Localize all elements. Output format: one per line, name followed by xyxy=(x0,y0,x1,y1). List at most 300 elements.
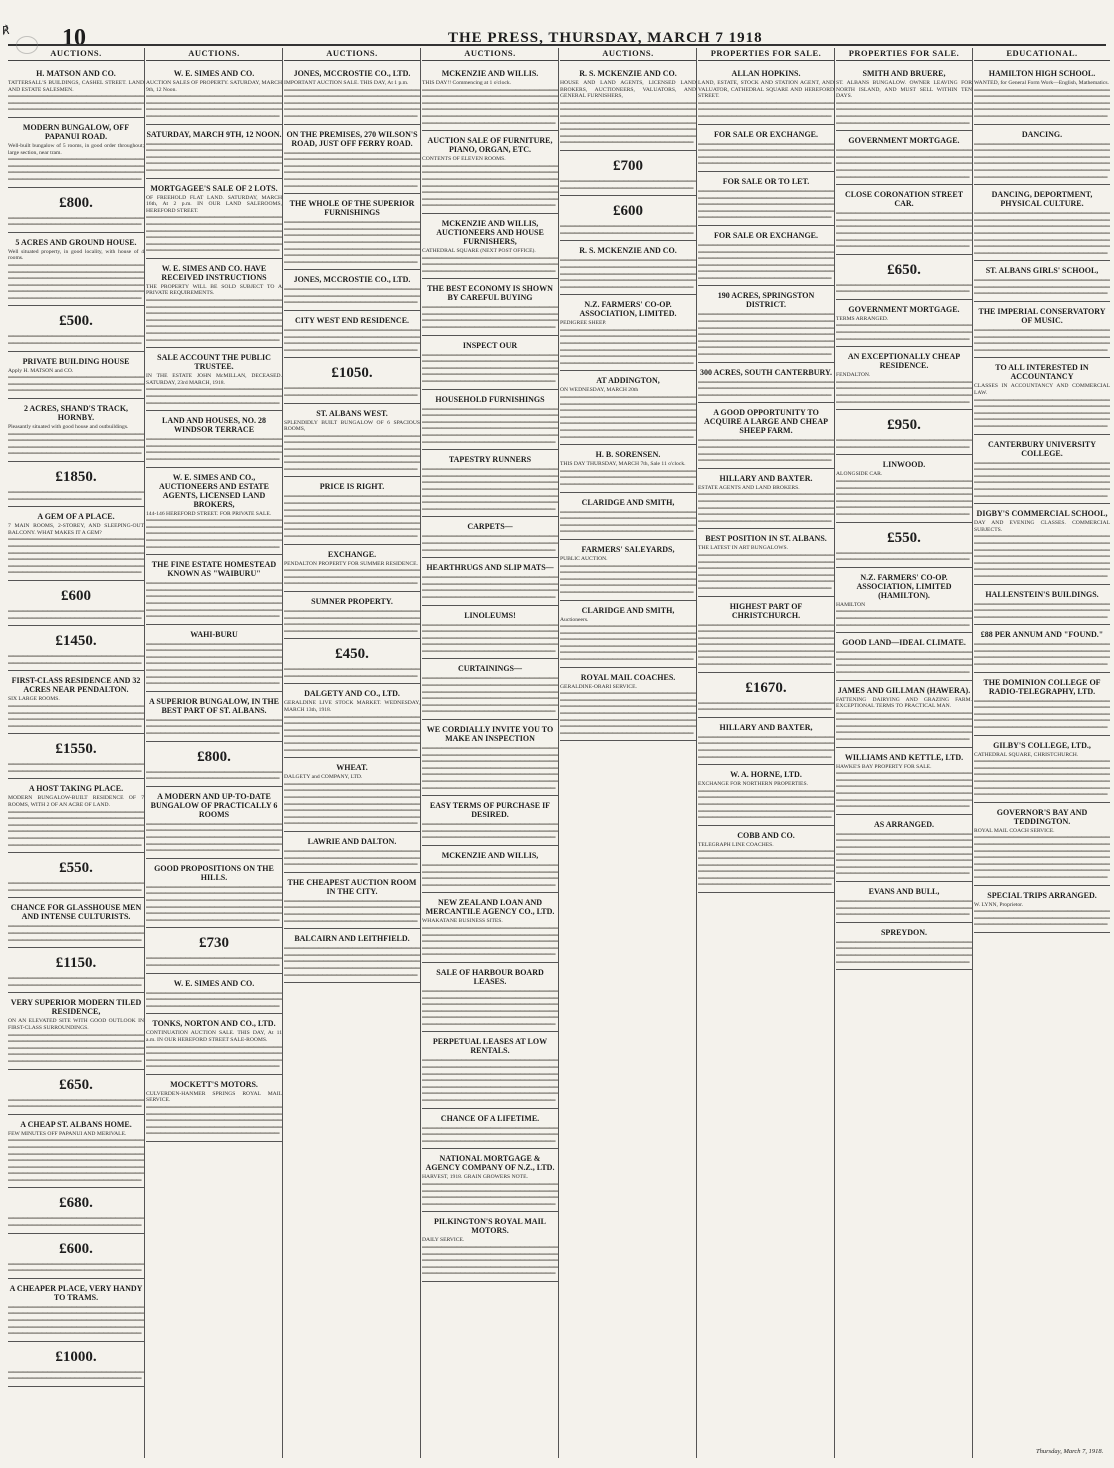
advertisement xyxy=(8,734,144,779)
advertisement xyxy=(698,403,834,468)
ad-title: COBB AND CO. xyxy=(737,830,795,840)
ad-title: SALE ACCOUNT THE PUBLIC TRUSTEE. xyxy=(157,353,271,372)
small-print-block: ▬▬ ▬▬▬ ▬ ▬▬▬▬ ▬▬ ▬▬▬ ▬▬ ▬ ▬▬▬▬▬ ▬▬ ▬▬▬ ▬▬ ▬▬▬ ▬ ▬▬▬▬ ▬▬ ▬▬▬ ▬▬ ▬ ▬▬▬▬▬ ▬▬ ▬▬▬ ▬▬ ▬▬▬ ▬ ▬▬▬▬ ▬▬ ▬▬▬ ▬▬ ▬ ▬▬▬▬▬ ▬▬ ▬▬▬ ▬▬ ▬▬▬ ▬ ▬▬▬▬ ▬▬ ▬▬▬ ▬▬ ▬ ▬▬▬▬▬ ▬▬ ▬▬▬ ▬▬ ▬▬▬ ▬ ▬▬▬▬ ▬▬ ▬▬▬ ▬▬ ▬ ▬▬▬▬▬ ▬▬ ▬▬▬ ▬▬ ▬▬▬ ▬ ▬▬▬▬ ▬▬ ▬▬▬ ▬▬ ▬ ▬▬▬▬▬ ▬▬ ▬▬▬ xyxy=(974,459,1110,499)
small-print-block: ▬▬ ▬▬▬ ▬ ▬▬▬▬ ▬▬ ▬▬▬ ▬▬ ▬ ▬▬▬▬▬ ▬▬ ▬▬▬ ▬▬ ▬▬▬ ▬ ▬▬▬▬ ▬▬ ▬▬▬ ▬▬ ▬ ▬▬▬▬▬ ▬▬ ▬▬▬ ▬▬ ▬▬▬ ▬ ▬▬▬▬ ▬▬ ▬▬▬ ▬▬ ▬ ▬▬▬▬▬ ▬▬ ▬▬▬ ▬▬ ▬▬▬ ▬ ▬▬▬▬ ▬▬ ▬▬▬ ▬▬ ▬ ▬▬▬▬▬ ▬▬ ▬▬▬ ▬▬ ▬▬▬ ▬ ▬▬▬▬ ▬▬ ▬▬▬ ▬▬ ▬ ▬▬▬▬▬ ▬▬ ▬▬▬ ▬▬ ▬▬▬ ▬ ▬▬▬▬ ▬▬ ▬▬▬ ▬▬ ▬ ▬▬▬▬▬ ▬▬ ▬▬▬ ▬▬ ▬▬▬ ▬ ▬▬▬▬ ▬▬ ▬▬▬ ▬▬ ▬ ▬▬▬▬▬ ▬▬ ▬▬▬ xyxy=(560,99,696,146)
advertisement xyxy=(698,673,834,718)
small-print-block: ▬▬ ▬▬▬ ▬ ▬▬▬▬ ▬▬ ▬▬▬ ▬▬ ▬ ▬▬▬▬▬ ▬▬ ▬▬▬ ▬▬ ▬▬▬ ▬ ▬▬▬▬ ▬▬ ▬▬▬ ▬▬ ▬ ▬▬▬▬▬ ▬▬ ▬▬▬ ▬▬ ▬▬▬ ▬ ▬▬▬▬ ▬▬ ▬▬▬ ▬▬ ▬ ▬▬▬▬▬ ▬▬ ▬▬▬ ▬▬ ▬▬▬ ▬ ▬▬▬▬ ▬▬ ▬▬▬ ▬▬ ▬ ▬▬▬▬▬ ▬▬ ▬▬▬ ▬▬ ▬▬▬ ▬ ▬▬▬▬ ▬▬ ▬▬▬ ▬▬ ▬ ▬▬▬▬▬ ▬▬ ▬▬▬ ▬▬ ▬▬▬ ▬ ▬▬▬▬ ▬▬ ▬▬▬ ▬▬ ▬ ▬▬▬▬▬ ▬▬ ▬▬▬ xyxy=(698,241,834,281)
ad-body: CULVERDEN-HANMER SPRINGS ROYAL MAIL SERVICE. xyxy=(146,1090,282,1104)
advertisement xyxy=(974,64,1110,125)
small-print-block: ▬▬ ▬▬▬ ▬ ▬▬▬▬ ▬▬ ▬▬▬ ▬▬ ▬ ▬▬▬▬▬ ▬▬ ▬▬▬ ▬▬ ▬▬▬ ▬ ▬▬▬▬ ▬▬ ▬▬▬ ▬▬ ▬ ▬▬▬▬▬ ▬▬ ▬▬▬ ▬▬ ▬▬▬ ▬ ▬▬▬▬ ▬▬ ▬▬▬ ▬▬ ▬ ▬▬▬▬▬ ▬▬ ▬▬▬ ▬▬ ▬▬▬ ▬ ▬▬▬▬ ▬▬ ▬▬▬ ▬▬ ▬ ▬▬▬▬▬ ▬▬ ▬▬▬ xyxy=(836,378,972,405)
advertisement xyxy=(698,363,834,404)
small-print-block: ▬▬ ▬▬▬ ▬ ▬▬▬▬ ▬▬ ▬▬▬ ▬▬ ▬ ▬▬▬▬▬ ▬▬ ▬▬▬ ▬▬ ▬▬▬ ▬ ▬▬▬▬ ▬▬ ▬▬▬ ▬▬ ▬ ▬▬▬▬▬ ▬▬ ▬▬▬ ▬▬ ▬▬▬ ▬ ▬▬▬▬ ▬▬ ▬▬▬ ▬▬ ▬ ▬▬▬▬▬ ▬▬ ▬▬▬ ▬▬ ▬▬▬ ▬ ▬▬▬▬ ▬▬ ▬▬▬ ▬▬ ▬ ▬▬▬▬▬ ▬▬ ▬▬▬ ▬▬ ▬▬▬ ▬ ▬▬▬▬ ▬▬ ▬▬▬ ▬▬ ▬ ▬▬▬▬▬ ▬▬ ▬▬▬ ▬▬ ▬▬▬ ▬ ▬▬▬▬ ▬▬ ▬▬▬ ▬▬ ▬ ▬▬▬▬▬ ▬▬ ▬▬▬ xyxy=(146,214,282,254)
ad-title: W. A. HORNE, LTD. xyxy=(730,770,802,780)
advertisement xyxy=(146,787,282,859)
ad-body: Pleasantly situated with good house and outbuildings. xyxy=(8,424,129,431)
small-print-block: ▬▬ ▬▬▬ ▬ ▬▬▬▬ ▬▬ ▬▬▬ ▬▬ ▬ ▬▬▬▬▬ ▬▬ ▬▬▬ ▬▬ ▬▬▬ ▬ ▬▬▬▬ ▬▬ ▬▬▬ ▬▬ ▬ ▬▬▬▬▬ ▬▬ ▬▬▬ ▬▬ ▬▬▬ ▬ ▬▬▬▬ ▬▬ ▬▬▬ ▬▬ ▬ ▬▬▬▬▬ ▬▬ ▬▬▬ ▬▬ ▬▬▬ ▬ ▬▬▬▬ ▬▬ ▬▬▬ ▬▬ ▬ ▬▬▬▬▬ ▬▬ ▬▬▬ xyxy=(422,861,558,888)
ad-body: TERMS ARRANGED. xyxy=(836,315,889,322)
masthead xyxy=(0,0,1114,51)
small-print-block: ▬▬ ▬▬▬ ▬ ▬▬▬▬ ▬▬ ▬▬▬ ▬▬ ▬ ▬▬▬▬▬ ▬▬ ▬▬▬ ▬▬ ▬▬▬ ▬ ▬▬▬▬ ▬▬ ▬▬▬ ▬▬ ▬ ▬▬▬▬▬ ▬▬ ▬▬▬ ▬▬ ▬▬▬ ▬ ▬▬▬▬ ▬▬ ▬▬▬ ▬▬ ▬ ▬▬▬▬▬ ▬▬ ▬▬▬ ▬▬ ▬▬▬ ▬ ▬▬▬▬ ▬▬ ▬▬▬ ▬▬ ▬ ▬▬▬▬▬ ▬▬ ▬▬▬ ▬▬ ▬▬▬ ▬ ▬▬▬▬ ▬▬ ▬▬▬ ▬▬ ▬ ▬▬▬▬▬ ▬▬ ▬▬▬ xyxy=(974,86,1110,119)
small-print-block: ▬▬ ▬▬▬ ▬ ▬▬▬▬ ▬▬ ▬▬▬ ▬▬ ▬ ▬▬▬▬▬ ▬▬ ▬▬▬ ▬▬ ▬▬▬ ▬ ▬▬▬▬ ▬▬ ▬▬▬ ▬▬ ▬ ▬▬▬▬▬ ▬▬ ▬▬▬ ▬▬ ▬▬▬ ▬ ▬▬▬▬ ▬▬ ▬▬▬ ▬▬ ▬ ▬▬▬▬▬ ▬▬ ▬▬▬ ▬▬ ▬▬▬ ▬ ▬▬▬▬ ▬▬ ▬▬▬ ▬▬ ▬ ▬▬▬▬▬ ▬▬ ▬▬▬ xyxy=(836,649,972,675)
small-print-block: ▬▬ ▬▬▬ ▬ ▬▬▬▬ ▬▬ ▬▬▬ ▬▬ ▬ ▬▬▬▬▬ ▬▬ ▬▬▬ ▬▬ ▬▬▬ ▬ ▬▬▬▬ ▬▬ ▬▬▬ ▬▬ ▬ ▬▬▬▬▬ ▬▬ ▬▬▬ ▬▬ ▬▬▬ ▬ ▬▬▬▬ ▬▬ ▬▬▬ ▬▬ ▬ ▬▬▬▬▬ ▬▬ ▬▬▬ xyxy=(284,847,420,868)
advertisement xyxy=(8,399,144,462)
small-print-block: ▬▬ ▬▬▬ ▬ ▬▬▬▬ ▬▬ ▬▬▬ ▬▬ ▬ ▬▬▬▬▬ ▬▬ ▬▬▬ ▬▬ ▬▬▬ ▬ ▬▬▬▬ ▬▬ ▬▬▬ ▬▬ ▬ ▬▬▬▬▬ ▬▬ ▬▬▬ ▬▬ ▬▬▬ ▬ ▬▬▬▬ ▬▬ ▬▬▬ ▬▬ ▬ ▬▬▬▬▬ ▬▬ ▬▬▬ ▬▬ ▬▬▬ ▬ ▬▬▬▬ ▬▬ ▬▬▬ ▬▬ ▬ ▬▬▬▬▬ ▬▬ ▬▬▬ ▬▬ ▬▬▬ ▬ ▬▬▬▬ ▬▬ ▬▬▬ ▬▬ ▬ ▬▬▬▬▬ ▬▬ ▬▬▬ ▬▬ ▬▬▬ ▬ ▬▬▬▬ ▬▬ ▬▬▬ ▬▬ ▬ ▬▬▬▬▬ ▬▬ ▬▬▬ ▬▬ ▬▬▬ ▬ ▬▬▬▬ ▬▬ ▬▬▬ ▬▬ ▬ ▬▬▬▬▬ ▬▬ ▬▬▬ xyxy=(974,210,1110,256)
small-print-block: ▬▬ ▬▬▬ ▬ ▬▬▬▬ ▬▬ ▬▬▬ ▬▬ ▬ ▬▬▬▬▬ ▬▬ ▬▬▬ ▬▬ ▬▬▬ ▬ ▬▬▬▬ ▬▬ ▬▬▬ ▬▬ ▬ ▬▬▬▬▬ ▬▬ ▬▬▬ ▬▬ ▬▬▬ ▬ ▬▬▬▬ ▬▬ ▬▬▬ ▬▬ ▬ ▬▬▬▬▬ ▬▬ ▬▬▬ ▬▬ ▬▬▬ ▬ ▬▬▬▬ ▬▬ ▬▬▬ ▬▬ ▬ ▬▬▬▬▬ ▬▬ ▬▬▬ ▬▬ ▬▬▬ ▬ ▬▬▬▬ ▬▬ ▬▬▬ ▬▬ ▬ ▬▬▬▬▬ ▬▬ ▬▬▬ xyxy=(974,396,1110,429)
ad-body: ROYAL MAIL COACH SERVICE. xyxy=(974,827,1055,834)
ad-title: THE DOMINION COLLEGE OF RADIO-TELEGRAPHY, LTD. xyxy=(983,677,1101,696)
small-print-block: ▬▬ ▬▬▬ ▬ ▬▬▬▬ ▬▬ ▬▬▬ ▬▬ ▬ ▬▬▬▬▬ ▬▬ ▬▬▬ ▬▬ ▬▬▬ ▬ ▬▬▬▬ ▬▬ ▬▬▬ ▬▬ ▬ ▬▬▬▬▬ ▬▬ ▬▬▬ ▬▬ ▬▬▬ ▬ ▬▬▬▬ ▬▬ ▬▬▬ ▬▬ ▬ ▬▬▬▬▬ ▬▬ ▬▬▬ ▬▬ ▬▬▬ ▬ ▬▬▬▬ ▬▬ ▬▬▬ ▬▬ ▬ ▬▬▬▬▬ ▬▬ ▬▬▬ ▬▬ ▬▬▬ ▬ ▬▬▬▬ ▬▬ ▬▬▬ ▬▬ ▬ ▬▬▬▬▬ ▬▬ ▬▬▬ ▬▬ ▬▬▬ ▬ ▬▬▬▬ ▬▬ ▬▬▬ ▬▬ ▬ ▬▬▬▬▬ ▬▬ ▬▬▬ xyxy=(8,536,144,576)
price-headline: £1550. xyxy=(55,741,97,758)
ad-body: CONTINUATION AUCTION SALE. THIS DAY, At 11 a.m. IN OUR HEREFORD STREET SALE-ROOMS. xyxy=(146,1030,282,1043)
advertisement xyxy=(422,450,558,517)
small-print-block: ▬▬ ▬▬▬ ▬ ▬▬▬▬ ▬▬ ▬▬▬ ▬▬ ▬ ▬▬▬▬▬ ▬▬ ▬▬▬ ▬▬ ▬▬▬ ▬ ▬▬▬▬ ▬▬ ▬▬▬ ▬▬ ▬ ▬▬▬▬▬ ▬▬ ▬▬▬ ▬▬ ▬▬▬ ▬ ▬▬▬▬ ▬▬ ▬▬▬ ▬▬ ▬ ▬▬▬▬▬ ▬▬ ▬▬▬ ▬▬ ▬▬▬ ▬ ▬▬▬▬ ▬▬ ▬▬▬ ▬▬ ▬ ▬▬▬▬▬ ▬▬ ▬▬▬ ▬▬ ▬▬▬ ▬ ▬▬▬▬ ▬▬ ▬▬▬ ▬▬ ▬ ▬▬▬▬▬ ▬▬ ▬▬▬ ▬▬ ▬▬▬ ▬ ▬▬▬▬ ▬▬ ▬▬▬ ▬▬ ▬ ▬▬▬▬▬ ▬▬ ▬▬▬ xyxy=(422,405,558,445)
small-print-block: ▬▬ ▬▬▬ ▬ ▬▬▬▬ ▬▬ ▬▬▬ ▬▬ ▬ ▬▬▬▬▬ ▬▬ ▬▬▬ ▬▬ ▬▬▬ ▬ ▬▬▬▬ ▬▬ ▬▬▬ ▬▬ ▬ ▬▬▬▬▬ ▬▬ ▬▬▬ ▬▬ ▬▬▬ ▬ ▬▬▬▬ ▬▬ ▬▬▬ ▬▬ ▬ ▬▬▬▬▬ ▬▬ ▬▬▬ xyxy=(8,374,144,394)
ad-title: MCKENZIE AND WILLIS, xyxy=(441,850,539,860)
advertisement xyxy=(974,625,1110,672)
small-print-block: ▬▬ ▬▬▬ ▬ ▬▬▬▬ ▬▬ ▬▬▬ ▬▬ ▬ ▬▬▬▬▬ ▬▬ ▬▬▬ ▬▬ ▬▬▬ ▬ ▬▬▬▬ ▬▬ ▬▬▬ ▬▬ ▬ ▬▬▬▬▬ ▬▬ ▬▬▬ ▬▬ ▬▬▬ ▬ ▬▬▬▬ ▬▬ ▬▬▬ ▬▬ ▬ ▬▬▬▬▬ ▬▬ ▬▬▬ ▬▬ ▬▬▬ ▬ ▬▬▬▬ ▬▬ ▬▬▬ ▬▬ ▬ ▬▬▬▬▬ ▬▬ ▬▬▬ ▬▬ ▬▬▬ ▬ ▬▬▬▬ ▬▬ ▬▬▬ ▬▬ ▬ ▬▬▬▬▬ ▬▬ ▬▬▬ xyxy=(146,517,282,550)
advertisement xyxy=(698,64,834,125)
advertisement xyxy=(974,125,1110,186)
column-1 xyxy=(8,48,144,1458)
small-print-block: ▬▬ ▬▬▬ ▬ ▬▬▬▬ ▬▬ ▬▬▬ ▬▬ ▬ ▬▬▬▬▬ ▬▬ ▬▬▬ ▬▬ ▬▬▬ ▬ ▬▬▬▬ ▬▬ ▬▬▬ ▬▬ ▬ ▬▬▬▬▬ ▬▬ ▬▬▬ ▬▬ ▬▬▬ ▬ ▬▬▬▬ ▬▬ ▬▬▬ ▬▬ ▬ ▬▬▬▬▬ ▬▬ ▬▬▬ ▬▬ ▬▬▬ ▬ ▬▬▬▬ ▬▬ ▬▬▬ ▬▬ ▬ ▬▬▬▬▬ ▬▬ ▬▬▬ ▬▬ ▬▬▬ ▬ ▬▬▬▬ ▬▬ ▬▬▬ ▬▬ ▬ ▬▬▬▬▬ ▬▬ ▬▬▬ ▬▬ ▬▬▬ ▬ ▬▬▬▬ ▬▬ ▬▬▬ ▬▬ ▬ ▬▬▬▬▬ ▬▬ ▬▬▬ xyxy=(560,326,696,366)
small-print-block: ▬▬ ▬▬▬ ▬ ▬▬▬▬ ▬▬ ▬▬▬ ▬▬ ▬ ▬▬▬▬▬ ▬▬ ▬▬▬ ▬▬ ▬▬▬ ▬ ▬▬▬▬ ▬▬ ▬▬▬ ▬▬ ▬ ▬▬▬▬▬ ▬▬ ▬▬▬ ▬▬ ▬▬▬ ▬ ▬▬▬▬ ▬▬ ▬▬▬ ▬▬ ▬ ▬▬▬▬▬ ▬▬ ▬▬▬ ▬▬ ▬▬▬ ▬ ▬▬▬▬ ▬▬ ▬▬▬ ▬▬ ▬ ▬▬▬▬▬ ▬▬ ▬▬▬ ▬▬ ▬▬▬ ▬ ▬▬▬▬ ▬▬ ▬▬▬ ▬▬ ▬ ▬▬▬▬▬ ▬▬ ▬▬▬ xyxy=(560,257,696,290)
advertisement xyxy=(560,668,696,742)
ad-title: DIGBY'S COMMERCIAL SCHOOL, xyxy=(976,509,1108,519)
small-print-block: ▬▬ ▬▬▬ ▬ ▬▬▬▬ ▬▬ ▬▬▬ ▬▬ ▬ ▬▬▬▬▬ ▬▬ ▬▬▬ ▬▬ ▬▬▬ ▬ ▬▬▬▬ ▬▬ ▬▬▬ ▬▬ ▬ ▬▬▬▬▬ ▬▬ ▬▬▬ ▬▬ ▬▬▬ ▬ ▬▬▬▬ ▬▬ ▬▬▬ ▬▬ ▬ ▬▬▬▬▬ ▬▬ ▬▬▬ ▬▬ ▬▬▬ ▬ ▬▬▬▬ ▬▬ ▬▬▬ ▬▬ ▬ ▬▬▬▬▬ ▬▬ ▬▬▬ ▬▬ ▬▬▬ ▬ ▬▬▬▬ ▬▬ ▬▬▬ ▬▬ ▬ ▬▬▬▬▬ ▬▬ ▬▬▬ ▬▬ ▬▬▬ ▬ ▬▬▬▬ ▬▬ ▬▬▬ ▬▬ ▬ ▬▬▬▬▬ ▬▬ ▬▬▬ ▬▬ ▬▬▬ ▬ ▬▬▬▬ ▬▬ ▬▬▬ ▬▬ ▬ ▬▬▬▬▬ ▬▬ ▬▬▬ xyxy=(974,834,1110,880)
advertisement xyxy=(836,347,972,410)
small-print-block: ▬▬ ▬▬▬ ▬ ▬▬▬▬ ▬▬ ▬▬▬ ▬▬ ▬ ▬▬▬▬▬ ▬▬ ▬▬▬ ▬▬ ▬▬▬ ▬ ▬▬▬▬ ▬▬ ▬▬▬ ▬▬ ▬ ▬▬▬▬▬ ▬▬ ▬▬▬ ▬▬ ▬▬▬ ▬ ▬▬▬▬ ▬▬ ▬▬▬ ▬▬ ▬ ▬▬▬▬▬ ▬▬ ▬▬▬ ▬▬ ▬▬▬ ▬ ▬▬▬▬ ▬▬ ▬▬▬ ▬▬ ▬ ▬▬▬▬▬ ▬▬ ▬▬▬ xyxy=(8,156,144,182)
small-print-block: ▬▬ ▬▬▬ ▬ ▬▬▬▬ ▬▬ ▬▬▬ ▬▬ ▬ ▬▬▬▬▬ ▬▬ ▬▬▬ ▬▬ ▬▬▬ ▬ ▬▬▬▬ ▬▬ ▬▬▬ ▬▬ ▬ ▬▬▬▬▬ ▬▬ ▬▬▬ ▬▬ ▬▬▬ ▬ ▬▬▬▬ ▬▬ ▬▬▬ ▬▬ ▬ ▬▬▬▬▬ ▬▬ ▬▬▬ ▬▬ ▬▬▬ ▬ ▬▬▬▬ ▬▬ ▬▬▬ ▬▬ ▬ ▬▬▬▬▬ ▬▬ ▬▬▬ ▬▬ ▬▬▬ ▬ ▬▬▬▬ ▬▬ ▬▬▬ ▬▬ ▬ ▬▬▬▬▬ ▬▬ ▬▬▬ ▬▬ ▬▬▬ ▬ ▬▬▬▬ ▬▬ ▬▬▬ ▬▬ ▬ ▬▬▬▬▬ ▬▬ ▬▬▬ ▬▬ ▬▬▬ ▬ ▬▬▬▬ ▬▬ ▬▬▬ ▬▬ ▬ ▬▬▬▬▬ ▬▬ ▬▬▬ xyxy=(422,466,558,512)
advertisement xyxy=(284,477,420,544)
advertisement xyxy=(560,241,696,295)
ad-title: AUCTION SALE OF FURNITURE, PIANO, ORGAN, ETC. xyxy=(427,136,553,155)
small-print-block: ▬▬ ▬▬▬ ▬ ▬▬▬▬ ▬▬ ▬▬▬ ▬▬ ▬ ▬▬▬▬▬ ▬▬ ▬▬▬ ▬▬ ▬▬▬ ▬ ▬▬▬▬ ▬▬ ▬▬▬ ▬▬ ▬ ▬▬▬▬▬ ▬▬ ▬▬▬ ▬▬ ▬▬▬ ▬ ▬▬▬▬ ▬▬ ▬▬▬ ▬▬ ▬ ▬▬▬▬▬ ▬▬ ▬▬▬ ▬▬ ▬▬▬ ▬ ▬▬▬▬ ▬▬ ▬▬▬ ▬▬ ▬ ▬▬▬▬▬ ▬▬ ▬▬▬ ▬▬ ▬▬▬ ▬ ▬▬▬▬ ▬▬ ▬▬▬ ▬▬ ▬ ▬▬▬▬▬ ▬▬ ▬▬▬ ▬▬ ▬▬▬ ▬ ▬▬▬▬ ▬▬ ▬▬▬ ▬▬ ▬ ▬▬▬▬▬ ▬▬ ▬▬▬ xyxy=(836,770,972,810)
small-print-block: ▬▬ ▬▬▬ ▬ ▬▬▬▬ ▬▬ ▬▬▬ ▬▬ ▬ ▬▬▬▬▬ ▬▬ ▬▬▬ ▬▬ ▬▬▬ ▬ ▬▬▬▬ ▬▬ ▬▬▬ ▬▬ ▬ ▬▬▬▬▬ ▬▬ ▬▬▬ ▬▬ ▬▬▬ ▬ ▬▬▬▬ ▬▬ ▬▬▬ ▬▬ ▬ ▬▬▬▬▬ ▬▬ ▬▬▬ xyxy=(422,533,558,553)
price-headline: £800. xyxy=(59,194,93,211)
small-print-block: ▬▬ ▬▬▬ ▬ ▬▬▬▬ ▬▬ ▬▬▬ ▬▬ ▬ ▬▬▬▬▬ ▬▬ ▬▬▬ ▬▬ ▬▬▬ ▬ ▬▬▬▬ ▬▬ ▬▬▬ ▬▬ ▬ ▬▬▬▬▬ ▬▬ ▬▬▬ ▬▬ ▬▬▬ ▬ ▬▬▬▬ ▬▬ ▬▬▬ ▬▬ ▬ ▬▬▬▬▬ ▬▬ ▬▬▬ ▬▬ ▬▬▬ ▬ ▬▬▬▬ ▬▬ ▬▬▬ ▬▬ ▬ ▬▬▬▬▬ ▬▬ ▬▬▬ ▬▬ ▬▬▬ ▬ ▬▬▬▬ ▬▬ ▬▬▬ ▬▬ ▬ ▬▬▬▬▬ ▬▬ ▬▬▬ xyxy=(422,924,558,958)
ad-title: CHANCE OF A LIFETIME. xyxy=(440,1113,540,1123)
ad-body: SPLENDIDLY BUILT BUNGALOW OF 6 SPACIOUS ROOMS, xyxy=(284,419,420,433)
small-print-block: ▬▬ ▬▬▬ ▬ ▬▬▬▬ ▬▬ ▬▬▬ ▬▬ ▬ ▬▬▬▬▬ ▬▬ ▬▬▬ ▬▬ ▬▬▬ ▬ ▬▬▬▬ ▬▬ ▬▬▬ ▬▬ ▬ ▬▬▬▬▬ ▬▬ ▬▬▬ ▬▬ ▬▬▬ ▬ ▬▬▬▬ ▬▬ ▬▬▬ ▬▬ ▬ ▬▬▬▬▬ ▬▬ ▬▬▬ ▬▬ ▬▬▬ ▬ ▬▬▬▬ ▬▬ ▬▬▬ ▬▬ ▬ ▬▬▬▬▬ ▬▬ ▬▬▬ ▬▬ ▬▬▬ ▬ ▬▬▬▬ ▬▬ ▬▬▬ ▬▬ ▬ ▬▬▬▬▬ ▬▬ ▬▬▬ ▬▬ ▬▬▬ ▬ ▬▬▬▬ ▬▬ ▬▬▬ ▬▬ ▬ ▬▬▬▬▬ ▬▬ ▬▬▬ xyxy=(422,86,558,126)
ad-title: EVANS AND BULL, xyxy=(868,886,940,896)
advertisement xyxy=(284,592,420,639)
ad-title: FIRST-CLASS RESIDENCE AND 32 ACRES NEAR PENDALTON. xyxy=(11,676,141,695)
advertisement xyxy=(422,64,558,131)
small-print-block: ▬▬ ▬▬▬ ▬ ▬▬▬▬ ▬▬ ▬▬▬ ▬▬ ▬ ▬▬▬▬▬ ▬▬ ▬▬▬ ▬▬ ▬▬▬ ▬ ▬▬▬▬ ▬▬ ▬▬▬ ▬▬ ▬ ▬▬▬▬▬ ▬▬ ▬▬▬ ▬▬ ▬▬▬ ▬ ▬▬▬▬ ▬▬ ▬▬▬ ▬▬ ▬ ▬▬▬▬▬ ▬▬ ▬▬▬ ▬▬ ▬▬▬ ▬ ▬▬▬▬ ▬▬ ▬▬▬ ▬▬ ▬ ▬▬▬▬▬ ▬▬ ▬▬▬ ▬▬ ▬▬▬ ▬ ▬▬▬▬ ▬▬ ▬▬▬ ▬▬ ▬ ▬▬▬▬▬ ▬▬ ▬▬▬ xyxy=(146,1104,282,1137)
small-print-block: ▬▬ ▬▬▬ ▬ ▬▬▬▬ ▬▬ ▬▬▬ ▬▬ ▬ ▬▬▬▬▬ ▬▬ ▬▬▬ ▬▬ ▬▬▬ ▬ ▬▬▬▬ ▬▬ ▬▬▬ ▬▬ ▬ ▬▬▬▬▬ ▬▬ ▬▬▬ ▬▬ ▬▬▬ ▬ ▬▬▬▬ ▬▬ ▬▬▬ ▬▬ ▬ ▬▬▬▬▬ ▬▬ ▬▬▬ ▬▬ ▬▬▬ ▬ ▬▬▬▬ ▬▬ ▬▬▬ ▬▬ ▬ ▬▬▬▬▬ ▬▬ ▬▬▬ ▬▬ ▬▬▬ ▬ ▬▬▬▬ ▬▬ ▬▬▬ ▬▬ ▬ ▬▬▬▬▬ ▬▬ ▬▬▬ ▬▬ ▬▬▬ ▬ ▬▬▬▬ ▬▬ ▬▬▬ ▬▬ ▬ ▬▬▬▬▬ ▬▬ ▬▬▬ xyxy=(284,713,420,753)
ad-title: N.Z. FARMERS' CO-OP. ASSOCIATION, LIMITED. xyxy=(579,300,677,319)
ad-title: HOUSEHOLD FURNISHINGS xyxy=(435,394,545,404)
small-print-block: ▬▬ ▬▬▬ ▬ ▬▬▬▬ ▬▬ ▬▬▬ ▬▬ ▬ ▬▬▬▬▬ ▬▬ ▬▬▬ ▬▬ ▬▬▬ ▬ ▬▬▬▬ ▬▬ ▬▬▬ ▬▬ ▬ ▬▬▬▬▬ ▬▬ ▬▬▬ ▬▬ ▬▬▬ ▬ ▬▬▬▬ ▬▬ ▬▬▬ ▬▬ ▬ ▬▬▬▬▬ ▬▬ ▬▬▬ xyxy=(8,93,144,113)
ad-title: INSPECT OUR xyxy=(462,340,518,350)
column-heading: AUCTIONS. xyxy=(422,48,558,61)
advertisement xyxy=(146,348,282,411)
small-print-block: ▬▬ ▬▬▬ ▬ ▬▬▬▬ ▬▬ ▬▬▬ ▬▬ ▬ ▬▬▬▬▬ ▬▬ ▬▬▬ ▬▬ ▬▬▬ ▬ ▬▬▬▬ ▬▬ ▬▬▬ ▬▬ ▬ ▬▬▬▬▬ ▬▬ ▬▬▬ ▬▬ ▬▬▬ ▬ ▬▬▬▬ ▬▬ ▬▬▬ ▬▬ ▬ ▬▬▬▬▬ ▬▬ ▬▬▬ ▬▬ ▬▬▬ ▬ ▬▬▬▬ ▬▬ ▬▬▬ ▬▬ ▬ ▬▬▬▬▬ ▬▬ ▬▬▬ xyxy=(284,607,420,634)
advertisement xyxy=(8,64,144,118)
ad-title: JAMES AND GILLMAN (HAWERA). xyxy=(837,685,971,695)
ad-body: ST. ALBANS BUNGALOW. OWNER LEAVING FOR NORTH ISLAND, AND MUST SELL WITHIN TEN DAYS. xyxy=(836,80,972,100)
small-print-block: ▬▬ ▬▬▬ ▬ ▬▬▬▬ ▬▬ ▬▬▬ ▬▬ ▬ ▬▬▬▬▬ ▬▬ ▬▬▬ ▬▬ ▬▬▬ ▬ ▬▬▬▬ ▬▬ ▬▬▬ ▬▬ ▬ ▬▬▬▬▬ ▬▬ ▬▬▬ ▬▬ ▬▬▬ ▬ ▬▬▬▬ ▬▬ ▬▬▬ ▬▬ ▬ ▬▬▬▬▬ ▬▬ ▬▬▬ xyxy=(974,277,1110,297)
ad-body: HARVEST, 1918. GRAIN GROWERS NOTE. xyxy=(422,1174,528,1181)
ad-body: WANTED, for General Form Work—English, Mathematics. xyxy=(974,80,1109,86)
ad-body: FATTENING DAIRYING AND GRAZING FARM. EXCEPTIONAL TERMS TO PRACTICAL MAN. xyxy=(836,696,972,710)
advertisement xyxy=(422,893,558,963)
advertisement xyxy=(698,826,834,893)
advertisement xyxy=(8,1188,144,1233)
advertisement xyxy=(284,358,420,403)
ad-title: LAND AND HOUSES, NO. 28 WINDSOR TERRACE xyxy=(161,416,266,435)
advertisement xyxy=(146,64,282,125)
ad-title: GILBY'S COLLEGE, LTD., xyxy=(993,740,1091,750)
ad-title: LAWRIE AND DALTON. xyxy=(307,836,397,846)
ad-body: TATTERSALL'S BUILDINGS, CASHEL STREET. LAND AND ESTATE SALESMEN. xyxy=(8,80,144,93)
advertisement xyxy=(422,963,558,1033)
small-print-block: ▬▬ ▬▬▬ ▬ ▬▬▬▬ ▬▬ ▬▬▬ ▬▬ ▬ ▬▬▬▬▬ ▬▬ ▬▬▬ ▬▬ ▬▬▬ ▬ ▬▬▬▬ ▬▬ ▬▬▬ ▬▬ ▬ ▬▬▬▬▬ ▬▬ ▬▬▬ ▬▬ ▬▬▬ ▬ ▬▬▬▬ ▬▬ ▬▬▬ ▬▬ ▬ ▬▬▬▬▬ ▬▬ ▬▬▬ ▬▬ ▬▬▬ ▬ ▬▬▬▬ ▬▬ ▬▬▬ ▬▬ ▬ ▬▬▬▬▬ ▬▬ ▬▬▬ xyxy=(8,430,144,457)
advertisement xyxy=(146,692,282,742)
ad-title: 300 ACRES, SOUTH CANTERBURY. xyxy=(699,367,833,377)
small-print-block: ▬▬ ▬▬▬ ▬ ▬▬▬▬ ▬▬ ▬▬▬ ▬▬ ▬ ▬▬▬▬▬ ▬▬ ▬▬▬ ▬▬ ▬▬▬ ▬ ▬▬▬▬ ▬▬ ▬▬▬ ▬▬ ▬ ▬▬▬▬▬ ▬▬ ▬▬▬ ▬▬ ▬▬▬ ▬ ▬▬▬▬ ▬▬ ▬▬▬ ▬▬ ▬ ▬▬▬▬▬ ▬▬ ▬▬▬ xyxy=(422,254,558,274)
ad-body: Well situated property, in good locality, with house of 4 rooms. xyxy=(8,248,144,262)
small-print-block: ▬▬ ▬▬▬ ▬ ▬▬▬▬ ▬▬ ▬▬▬ ▬▬ ▬ ▬▬▬▬▬ ▬▬ ▬▬▬ ▬▬ ▬▬▬ ▬ ▬▬▬▬ ▬▬ ▬▬▬ ▬▬ ▬ ▬▬▬▬▬ ▬▬ ▬▬▬ xyxy=(8,489,144,502)
small-print-block: ▬▬ ▬▬▬ ▬ ▬▬▬▬ ▬▬ ▬▬▬ ▬▬ ▬ ▬▬▬▬▬ ▬▬ ▬▬▬ ▬▬ ▬▬▬ ▬ ▬▬▬▬ ▬▬ ▬▬▬ ▬▬ ▬ ▬▬▬▬▬ ▬▬ ▬▬▬ ▬▬ ▬▬▬ ▬ ▬▬▬▬ ▬▬ ▬▬▬ ▬▬ ▬ ▬▬▬▬▬ ▬▬ ▬▬▬ ▬▬ ▬▬▬ ▬ ▬▬▬▬ ▬▬ ▬▬▬ ▬▬ ▬ ▬▬▬▬▬ ▬▬ ▬▬▬ ▬▬ ▬▬▬ ▬ ▬▬▬▬ ▬▬ ▬▬▬ ▬▬ ▬ ▬▬▬▬▬ ▬▬ ▬▬▬ ▬▬ ▬▬▬ ▬ ▬▬▬▬ ▬▬ ▬▬▬ ▬▬ ▬ ▬▬▬▬▬ ▬▬ ▬▬▬ xyxy=(836,210,972,250)
advertisement xyxy=(836,300,972,347)
advertisement xyxy=(422,1149,558,1212)
advertisement xyxy=(560,151,696,196)
small-print-block: ▬▬ ▬▬▬ ▬ ▬▬▬▬ ▬▬ ▬▬▬ ▬▬ ▬ ▬▬▬▬▬ ▬▬ ▬▬▬ ▬▬ ▬▬▬ ▬ ▬▬▬▬ ▬▬ ▬▬▬ ▬▬ ▬ ▬▬▬▬▬ ▬▬ ▬▬▬ ▬▬ ▬▬▬ ▬ ▬▬▬▬ ▬▬ ▬▬▬ ▬▬ ▬ ▬▬▬▬▬ ▬▬ ▬▬▬ ▬▬ ▬▬▬ ▬ ▬▬▬▬ ▬▬ ▬▬▬ ▬▬ ▬ ▬▬▬▬▬ ▬▬ ▬▬▬ xyxy=(974,327,1110,353)
advertisement xyxy=(146,742,282,787)
ad-body: HOUSE AND LAND AGENTS, LICENSED LAND BROKERS, AUCTIONEERS, VALUATORS, AND GENERAL FURNISHERS, xyxy=(560,80,696,100)
small-print-block: ▬▬ ▬▬▬ ▬ ▬▬▬▬ ▬▬ ▬▬▬ ▬▬ ▬ ▬▬▬▬▬ ▬▬ ▬▬▬ ▬▬ ▬▬▬ ▬ ▬▬▬▬ ▬▬ ▬▬▬ ▬▬ ▬ ▬▬▬▬▬ ▬▬ ▬▬▬ ▬▬ ▬▬▬ ▬ ▬▬▬▬ ▬▬ ▬▬▬ ▬▬ ▬ ▬▬▬▬▬ ▬▬ ▬▬▬ xyxy=(698,99,834,119)
advertisement xyxy=(8,118,144,188)
ad-title: FOR SALE OR EXCHANGE. xyxy=(713,129,818,139)
small-print-block: ▬▬ ▬▬▬ ▬ ▬▬▬▬ ▬▬ ▬▬▬ ▬▬ ▬ ▬▬▬▬▬ ▬▬ ▬▬▬ ▬▬ ▬▬▬ ▬ ▬▬▬▬ ▬▬ ▬▬▬ ▬▬ ▬ ▬▬▬▬▬ ▬▬ ▬▬▬ xyxy=(8,1215,144,1229)
advertisement xyxy=(836,255,972,300)
advertisement xyxy=(8,462,144,507)
small-print-block: ▬▬ ▬▬▬ ▬ ▬▬▬▬ ▬▬ ▬▬▬ ▬▬ ▬ ▬▬▬▬▬ ▬▬ ▬▬▬ ▬▬ ▬▬▬ ▬ ▬▬▬▬ ▬▬ ▬▬▬ ▬▬ ▬ ▬▬▬▬▬ ▬▬ ▬▬▬ ▬▬ ▬▬▬ ▬ ▬▬▬▬ ▬▬ ▬▬▬ ▬▬ ▬ ▬▬▬▬▬ ▬▬ ▬▬▬ ▬▬ ▬▬▬ ▬ ▬▬▬▬ ▬▬ ▬▬▬ ▬▬ ▬ ▬▬▬▬▬ ▬▬ ▬▬▬ xyxy=(422,304,558,331)
ad-title: 5 ACRES AND GROUND HOUSE. xyxy=(15,237,137,247)
small-print-block: ▬▬ ▬▬▬ ▬ ▬▬▬▬ ▬▬ ▬▬▬ ▬▬ ▬ ▬▬▬▬▬ ▬▬ ▬▬▬ ▬▬ ▬▬▬ ▬ ▬▬▬▬ ▬▬ ▬▬▬ ▬▬ ▬ ▬▬▬▬▬ ▬▬ ▬▬▬ ▬▬ ▬▬▬ ▬ ▬▬▬▬ ▬▬ ▬▬▬ ▬▬ ▬ ▬▬▬▬▬ ▬▬ ▬▬▬ ▬▬ ▬▬▬ ▬ ▬▬▬▬ ▬▬ ▬▬▬ ▬▬ ▬ ▬▬▬▬▬ ▬▬ ▬▬▬ ▬▬ ▬▬▬ ▬ ▬▬▬▬ ▬▬ ▬▬▬ ▬▬ ▬ ▬▬▬▬▬ ▬▬ ▬▬▬ xyxy=(146,820,282,854)
small-print-block: ▬▬ ▬▬▬ ▬ ▬▬▬▬ ▬▬ ▬▬▬ ▬▬ ▬ ▬▬▬▬▬ ▬▬ ▬▬▬ ▬▬ ▬▬▬ ▬ ▬▬▬▬ ▬▬ ▬▬▬ ▬▬ ▬ ▬▬▬▬▬ ▬▬ ▬▬▬ xyxy=(836,281,972,295)
small-print-block: ▬▬ ▬▬▬ ▬ ▬▬▬▬ ▬▬ ▬▬▬ ▬▬ ▬ ▬▬▬▬▬ ▬▬ ▬▬▬ ▬▬ ▬▬▬ ▬ ▬▬▬▬ ▬▬ ▬▬▬ ▬▬ ▬ ▬▬▬▬▬ ▬▬ ▬▬▬ ▬▬ ▬▬▬ ▬ ▬▬▬▬ ▬▬ ▬▬▬ ▬▬ ▬ ▬▬▬▬▬ ▬▬ ▬▬▬ xyxy=(974,908,1110,928)
small-print-block: ▬▬ ▬▬▬ ▬ ▬▬▬▬ ▬▬ ▬▬▬ ▬▬ ▬ ▬▬▬▬▬ ▬▬ ▬▬▬ ▬▬ ▬▬▬ ▬ ▬▬▬▬ ▬▬ ▬▬▬ ▬▬ ▬ ▬▬▬▬▬ ▬▬ ▬▬▬ ▬▬ ▬▬▬ ▬ ▬▬▬▬ ▬▬ ▬▬▬ ▬▬ ▬ ▬▬▬▬▬ ▬▬ ▬▬▬ ▬▬ ▬▬▬ ▬ ▬▬▬▬ ▬▬ ▬▬▬ ▬▬ ▬ ▬▬▬▬▬ ▬▬ ▬▬▬ xyxy=(698,733,834,760)
ad-body: PENDALTON PROPERTY FOR SUMMER RESIDENCE. xyxy=(284,560,418,567)
ad-title: NATIONAL MORTGAGE & AGENCY COMPANY OF N.Z., LTD. xyxy=(425,1154,555,1173)
ad-title: R. S. MCKENZIE AND CO. xyxy=(579,69,677,78)
advertisement xyxy=(146,179,282,259)
column-rule xyxy=(282,48,283,1458)
small-print-block: ▬▬ ▬▬▬ ▬ ▬▬▬▬ ▬▬ ▬▬▬ ▬▬ ▬ ▬▬▬▬▬ ▬▬ ▬▬▬ ▬▬ ▬▬▬ ▬ ▬▬▬▬ ▬▬ ▬▬▬ ▬▬ ▬ ▬▬▬▬▬ ▬▬ ▬▬▬ ▬▬ ▬▬▬ ▬ ▬▬▬▬ ▬▬ ▬▬▬ ▬▬ ▬ ▬▬▬▬▬ ▬▬ ▬▬▬ ▬▬ ▬▬▬ ▬ ▬▬▬▬ ▬▬ ▬▬▬ ▬▬ ▬ ▬▬▬▬▬ ▬▬ ▬▬▬ xyxy=(698,140,834,167)
ad-title: GOOD PROPOSITIONS ON THE HILLS. xyxy=(154,863,274,882)
advertisement xyxy=(836,455,972,522)
price-headline: £650. xyxy=(59,1076,93,1093)
advertisement xyxy=(146,259,282,348)
small-print-block: ▬▬ ▬▬▬ ▬ ▬▬▬▬ ▬▬ ▬▬▬ ▬▬ ▬ ▬▬▬▬▬ ▬▬ ▬▬▬ ▬▬ ▬▬▬ ▬ ▬▬▬▬ ▬▬ ▬▬▬ ▬▬ ▬ ▬▬▬▬▬ ▬▬ ▬▬▬ ▬▬ ▬▬▬ ▬ ▬▬▬▬ ▬▬ ▬▬▬ ▬▬ ▬ ▬▬▬▬▬ ▬▬ ▬▬▬ xyxy=(836,322,972,342)
ad-title: MORTGAGEE'S SALE OF 2 LOTS. xyxy=(150,183,278,193)
ad-title: MODERN BUNGALOW, OFF PAPANUI ROAD. xyxy=(22,122,130,141)
small-print-block: ▬▬ ▬▬▬ ▬ ▬▬▬▬ ▬▬ ▬▬▬ ▬▬ ▬ ▬▬▬▬▬ ▬▬ ▬▬▬ ▬▬ ▬▬▬ ▬ ▬▬▬▬ ▬▬ ▬▬▬ ▬▬ ▬ ▬▬▬▬▬ ▬▬ ▬▬▬ xyxy=(146,768,282,782)
small-print-block: ▬▬ ▬▬▬ ▬ ▬▬▬▬ ▬▬ ▬▬▬ ▬▬ ▬ ▬▬▬▬▬ ▬▬ ▬▬▬ ▬▬ ▬▬▬ ▬ ▬▬▬▬ ▬▬ ▬▬▬ ▬▬ ▬ ▬▬▬▬▬ ▬▬ ▬▬▬ ▬▬ ▬▬▬ ▬ ▬▬▬▬ ▬▬ ▬▬▬ ▬▬ ▬ ▬▬▬▬▬ ▬▬ ▬▬▬ ▬▬ ▬▬▬ ▬ ▬▬▬▬ ▬▬ ▬▬▬ ▬▬ ▬ ▬▬▬▬▬ ▬▬ ▬▬▬ xyxy=(422,1181,558,1207)
small-print-block: ▬▬ ▬▬▬ ▬ ▬▬▬▬ ▬▬ ▬▬▬ ▬▬ ▬ ▬▬▬▬▬ ▬▬ ▬▬▬ ▬▬ ▬▬▬ ▬ ▬▬▬▬ ▬▬ ▬▬▬ ▬▬ ▬ ▬▬▬▬▬ ▬▬ ▬▬▬ ▬▬ ▬▬▬ ▬ ▬▬▬▬ ▬▬ ▬▬▬ ▬▬ ▬ ▬▬▬▬▬ ▬▬ ▬▬▬ ▬▬ ▬▬▬ ▬ ▬▬▬▬ ▬▬ ▬▬▬ ▬▬ ▬ ▬▬▬▬▬ ▬▬ ▬▬▬ ▬▬ ▬▬▬ ▬ ▬▬▬▬ ▬▬ ▬▬▬ ▬▬ ▬ ▬▬▬▬▬ ▬▬ ▬▬▬ ▬▬ ▬▬▬ ▬ ▬▬▬▬ ▬▬ ▬▬▬ ▬▬ ▬ ▬▬▬▬▬ ▬▬ ▬▬▬ xyxy=(698,848,834,888)
small-print-block: ▬▬ ▬▬▬ ▬ ▬▬▬▬ ▬▬ ▬▬▬ ▬▬ ▬ ▬▬▬▬▬ ▬▬ ▬▬▬ ▬▬ ▬▬▬ ▬ ▬▬▬▬ ▬▬ ▬▬▬ ▬▬ ▬ ▬▬▬▬▬ ▬▬ ▬▬▬ xyxy=(146,955,282,968)
small-print-block: ▬▬ ▬▬▬ ▬ ▬▬▬▬ ▬▬ ▬▬▬ ▬▬ ▬ ▬▬▬▬▬ ▬▬ ▬▬▬ ▬▬ ▬▬▬ ▬ ▬▬▬▬ ▬▬ ▬▬▬ ▬▬ ▬ ▬▬▬▬▬ ▬▬ ▬▬▬ ▬▬ ▬▬▬ ▬ ▬▬▬▬ ▬▬ ▬▬▬ ▬▬ ▬ ▬▬▬▬▬ ▬▬ ▬▬▬ ▬▬ ▬▬▬ ▬ ▬▬▬▬ ▬▬ ▬▬▬ ▬▬ ▬ ▬▬▬▬▬ ▬▬ ▬▬▬ xyxy=(146,1043,282,1070)
small-print-block: ▬▬ ▬▬▬ ▬ ▬▬▬▬ ▬▬ ▬▬▬ ▬▬ ▬ ▬▬▬▬▬ ▬▬ ▬▬▬ ▬▬ ▬▬▬ ▬ ▬▬▬▬ ▬▬ ▬▬▬ ▬▬ ▬ ▬▬▬▬▬ ▬▬ ▬▬▬ ▬▬ ▬▬▬ ▬ ▬▬▬▬ ▬▬ ▬▬▬ ▬▬ ▬ ▬▬▬▬▬ ▬▬ ▬▬▬ ▬▬ ▬▬▬ ▬ ▬▬▬▬ ▬▬ ▬▬▬ ▬▬ ▬ ▬▬▬▬▬ ▬▬ ▬▬▬ ▬▬ ▬▬▬ ▬ ▬▬▬▬ ▬▬ ▬▬▬ ▬▬ ▬ ▬▬▬▬▬ ▬▬ ▬▬▬ ▬▬ ▬▬▬ ▬ ▬▬▬▬ ▬▬ ▬▬▬ ▬▬ ▬ ▬▬▬▬▬ ▬▬ ▬▬▬ ▬▬ ▬▬▬ ▬ ▬▬▬▬ ▬▬ ▬▬▬ ▬▬ ▬ ▬▬▬▬▬ ▬▬ ▬▬▬ xyxy=(422,162,558,209)
advertisement xyxy=(836,815,972,882)
ad-body: THE PROPERTY WILL BE SOLD SUBJECT TO A PRIVATE REQUIREMENTS. xyxy=(146,283,282,297)
ad-title: A GOOD OPPORTUNITY TO ACQUIRE A LARGE AND CHEAP SHEEP FARM. xyxy=(703,408,828,436)
ad-title: FOR SALE OR EXCHANGE. xyxy=(713,230,818,240)
advertisement xyxy=(974,185,1110,261)
ad-title: WAHI-BURU xyxy=(190,629,238,639)
small-print-block: ▬▬ ▬▬▬ ▬ ▬▬▬▬ ▬▬ ▬▬▬ ▬▬ ▬ ▬▬▬▬▬ ▬▬ ▬▬▬ ▬▬ ▬▬▬ ▬ ▬▬▬▬ ▬▬ ▬▬▬ ▬▬ ▬ ▬▬▬▬▬ ▬▬ ▬▬▬ ▬▬ ▬▬▬ ▬ ▬▬▬▬ ▬▬ ▬▬▬ ▬▬ ▬ ▬▬▬▬▬ ▬▬ ▬▬▬ ▬▬ ▬▬▬ ▬ ▬▬▬▬ ▬▬ ▬▬▬ ▬▬ ▬ ▬▬▬▬▬ ▬▬ ▬▬▬ xyxy=(974,641,1110,668)
advertisement xyxy=(422,1212,558,1282)
ad-body: ESTATE AGENTS AND LAND BROKERS. xyxy=(698,484,800,491)
ad-title: GOVERNOR'S BAY AND TEDDINGTON. xyxy=(996,807,1088,826)
small-print-block: ▬▬ ▬▬▬ ▬ ▬▬▬▬ ▬▬ ▬▬▬ ▬▬ ▬ ▬▬▬▬▬ ▬▬ ▬▬▬ ▬▬ ▬▬▬ ▬ ▬▬▬▬ ▬▬ ▬▬▬ ▬▬ ▬ ▬▬▬▬▬ ▬▬ ▬▬▬ ▬▬ ▬▬▬ ▬ ▬▬▬▬ ▬▬ ▬▬▬ ▬▬ ▬ ▬▬▬▬▬ ▬▬ ▬▬▬ xyxy=(146,386,282,406)
small-print-block: ▬▬ ▬▬▬ ▬ ▬▬▬▬ ▬▬ ▬▬▬ ▬▬ ▬ ▬▬▬▬▬ ▬▬ ▬▬▬ ▬▬ ▬▬▬ ▬ ▬▬▬▬ ▬▬ ▬▬▬ ▬▬ ▬ ▬▬▬▬▬ ▬▬ ▬▬▬ ▬▬ ▬▬▬ ▬ ▬▬▬▬ ▬▬ ▬▬▬ ▬▬ ▬ ▬▬▬▬▬ ▬▬ ▬▬▬ xyxy=(146,989,282,1009)
price-headline: £450. xyxy=(335,646,369,663)
ad-body: Auctioneers. xyxy=(560,616,589,623)
advertisement xyxy=(8,626,144,671)
ad-title: AN EXCEPTIONALLY CHEAP RESIDENCE. xyxy=(847,352,961,371)
advertisement xyxy=(422,214,558,279)
ad-title: CITY WEST END RESIDENCE. xyxy=(294,316,410,326)
ad-title: A CHEAP ST. ALBANS HOME. xyxy=(20,1119,132,1129)
small-print-block: ▬▬ ▬▬▬ ▬ ▬▬▬▬ ▬▬ ▬▬▬ ▬▬ ▬ ▬▬▬▬▬ ▬▬ ▬▬▬ ▬▬ ▬▬▬ ▬ ▬▬▬▬ ▬▬ ▬▬▬ ▬▬ ▬ ▬▬▬▬▬ ▬▬ ▬▬▬ ▬▬ ▬▬▬ ▬ ▬▬▬▬ ▬▬ ▬▬▬ ▬▬ ▬ ▬▬▬▬▬ ▬▬ ▬▬▬ xyxy=(974,600,1110,620)
ad-title: THE BEST ECONOMY IS SHOWN BY CAREFUL BUYING xyxy=(427,284,553,303)
small-print-block: ▬▬ ▬▬▬ ▬ ▬▬▬▬ ▬▬ ▬▬▬ ▬▬ ▬ ▬▬▬▬▬ ▬▬ ▬▬▬ ▬▬ ▬▬▬ ▬ ▬▬▬▬ ▬▬ ▬▬▬ ▬▬ ▬ ▬▬▬▬▬ ▬▬ ▬▬▬ ▬▬ ▬▬▬ ▬ ▬▬▬▬ ▬▬ ▬▬▬ ▬▬ ▬ ▬▬▬▬▬ ▬▬ ▬▬▬ ▬▬ ▬▬▬ ▬ ▬▬▬▬ ▬▬ ▬▬▬ ▬▬ ▬ ▬▬▬▬▬ ▬▬ ▬▬▬ xyxy=(560,508,696,535)
column-heading: EDUCATIONAL. xyxy=(974,48,1110,61)
small-print-block: ▬▬ ▬▬▬ ▬ ▬▬▬▬ ▬▬ ▬▬▬ ▬▬ ▬ ▬▬▬▬▬ ▬▬ ▬▬▬ ▬▬ ▬▬▬ ▬ ▬▬▬▬ ▬▬ ▬▬▬ ▬▬ ▬ ▬▬▬▬▬ ▬▬ ▬▬▬ ▬▬ ▬▬▬ ▬ ▬▬▬▬ ▬▬ ▬▬▬ ▬▬ ▬ ▬▬▬▬▬ ▬▬ ▬▬▬ ▬▬ ▬▬▬ ▬ ▬▬▬▬ ▬▬ ▬▬▬ ▬▬ ▬ ▬▬▬▬▬ ▬▬ ▬▬▬ ▬▬ ▬▬▬ ▬ ▬▬▬▬ ▬▬ ▬▬▬ ▬▬ ▬ ▬▬▬▬▬ ▬▬ ▬▬▬ xyxy=(698,787,834,821)
column-4 xyxy=(422,48,558,1458)
small-print-block: ▬▬ ▬▬▬ ▬ ▬▬▬▬ ▬▬ ▬▬▬ ▬▬ ▬ ▬▬▬▬▬ ▬▬ ▬▬▬ ▬▬ ▬▬▬ ▬ ▬▬▬▬ ▬▬ ▬▬▬ ▬▬ ▬ ▬▬▬▬▬ ▬▬ ▬▬▬ ▬▬ ▬▬▬ ▬ ▬▬▬▬ ▬▬ ▬▬▬ ▬▬ ▬ ▬▬▬▬▬ ▬▬ ▬▬▬ ▬▬ ▬▬▬ ▬ ▬▬▬▬ ▬▬ ▬▬▬ ▬▬ ▬ ▬▬▬▬▬ ▬▬ ▬▬▬ ▬▬ ▬▬▬ ▬ ▬▬▬▬ ▬▬ ▬▬▬ ▬▬ ▬ ▬▬▬▬▬ ▬▬ ▬▬▬ ▬▬ ▬▬▬ ▬ ▬▬▬▬ ▬▬ ▬▬▬ ▬▬ ▬ ▬▬▬▬▬ ▬▬ ▬▬▬ ▬▬ ▬▬▬ ▬ ▬▬▬▬ ▬▬ ▬▬▬ ▬▬ ▬ ▬▬▬▬▬ ▬▬ ▬▬▬ xyxy=(146,297,282,343)
small-print-block: ▬▬ ▬▬▬ ▬ ▬▬▬▬ ▬▬ ▬▬▬ ▬▬ ▬ ▬▬▬▬▬ ▬▬ ▬▬▬ ▬▬ ▬▬▬ ▬ ▬▬▬▬ ▬▬ ▬▬▬ ▬▬ ▬ ▬▬▬▬▬ ▬▬ ▬▬▬ ▬▬ ▬▬▬ ▬ ▬▬▬▬ ▬▬ ▬▬▬ ▬▬ ▬ ▬▬▬▬▬ ▬▬ ▬▬▬ ▬▬ ▬▬▬ ▬ ▬▬▬▬ ▬▬ ▬▬▬ ▬▬ ▬ ▬▬▬▬▬ ▬▬ ▬▬▬ ▬▬ ▬▬▬ ▬ ▬▬▬▬ ▬▬ ▬▬▬ ▬▬ ▬ ▬▬▬▬▬ ▬▬ ▬▬▬ xyxy=(698,187,834,221)
advertisement xyxy=(422,796,558,846)
small-print-block: ▬▬ ▬▬▬ ▬ ▬▬▬▬ ▬▬ ▬▬▬ ▬▬ ▬ ▬▬▬▬▬ ▬▬ ▬▬▬ ▬▬ ▬▬▬ ▬ ▬▬▬▬ ▬▬ ▬▬▬ ▬▬ ▬ ▬▬▬▬▬ ▬▬ ▬▬▬ ▬▬ ▬▬▬ ▬ ▬▬▬▬ ▬▬ ▬▬▬ ▬▬ ▬ ▬▬▬▬▬ ▬▬ ▬▬▬ ▬▬ ▬▬▬ ▬ ▬▬▬▬ ▬▬ ▬▬▬ ▬▬ ▬ ▬▬▬▬▬ ▬▬ ▬▬▬ ▬▬ ▬▬▬ ▬ ▬▬▬▬ ▬▬ ▬▬▬ ▬▬ ▬ ▬▬▬▬▬ ▬▬ ▬▬▬ ▬▬ ▬▬▬ ▬ ▬▬▬▬ ▬▬ ▬▬▬ ▬▬ ▬ ▬▬▬▬▬ ▬▬ ▬▬▬ ▬▬ ▬▬▬ ▬ ▬▬▬▬ ▬▬ ▬▬▬ ▬▬ ▬ ▬▬▬▬▬ ▬▬ ▬▬▬ xyxy=(422,1057,558,1104)
ad-body: TELEGRAPH LINE COACHES. xyxy=(698,841,774,848)
ad-title: W. E. SIMES AND CO. xyxy=(173,978,255,988)
advertisement xyxy=(284,194,420,270)
advertisement xyxy=(284,684,420,758)
small-print-block: ▬▬ ▬▬▬ ▬ ▬▬▬▬ ▬▬ ▬▬▬ ▬▬ ▬ ▬▬▬▬▬ ▬▬ ▬▬▬ ▬▬ ▬▬▬ ▬ ▬▬▬▬ ▬▬ ▬▬▬ ▬▬ ▬ ▬▬▬▬▬ ▬▬ ▬▬▬ ▬▬ ▬▬▬ ▬ ▬▬▬▬ ▬▬ ▬▬▬ ▬▬ ▬ ▬▬▬▬▬ ▬▬ ▬▬▬ ▬▬ ▬▬▬ ▬ ▬▬▬▬ ▬▬ ▬▬▬ ▬▬ ▬ ▬▬▬▬▬ ▬▬ ▬▬▬ ▬▬ ▬▬▬ ▬ ▬▬▬▬ ▬▬ ▬▬▬ ▬▬ ▬ ▬▬▬▬▬ ▬▬ ▬▬▬ ▬▬ ▬▬▬ ▬ ▬▬▬▬ ▬▬ ▬▬▬ ▬▬ ▬ ▬▬▬▬▬ ▬▬ ▬▬▬ xyxy=(974,758,1110,798)
advertisement xyxy=(422,1109,558,1150)
page-corner-mark: ℟ xyxy=(2,25,10,37)
small-print-block: ▬▬ ▬▬▬ ▬ ▬▬▬▬ ▬▬ ▬▬▬ ▬▬ ▬ ▬▬▬▬▬ ▬▬ ▬▬▬ ▬▬ ▬▬▬ ▬ ▬▬▬▬ ▬▬ ▬▬▬ ▬▬ ▬ ▬▬▬▬▬ ▬▬ ▬▬▬ ▬▬ ▬▬▬ ▬ ▬▬▬▬ ▬▬ ▬▬▬ ▬▬ ▬ ▬▬▬▬▬ ▬▬ ▬▬▬ ▬▬ ▬▬▬ ▬ ▬▬▬▬ ▬▬ ▬▬▬ ▬▬ ▬ ▬▬▬▬▬ ▬▬ ▬▬▬ ▬▬ ▬▬▬ ▬ ▬▬▬▬ ▬▬ ▬▬▬ ▬▬ ▬ ▬▬▬▬▬ ▬▬ ▬▬▬ ▬▬ ▬▬▬ ▬ ▬▬▬▬ ▬▬ ▬▬▬ ▬▬ ▬ ▬▬▬▬▬ ▬▬ ▬▬▬ ▬▬ ▬▬▬ ▬ ▬▬▬▬ ▬▬ ▬▬▬ ▬▬ ▬ ▬▬▬▬▬ ▬▬ ▬▬▬ xyxy=(284,780,420,827)
small-print-block: ▬▬ ▬▬▬ ▬ ▬▬▬▬ ▬▬ ▬▬▬ ▬▬ ▬ ▬▬▬▬▬ ▬▬ ▬▬▬ ▬▬ ▬▬▬ ▬ ▬▬▬▬ ▬▬ ▬▬▬ ▬▬ ▬ ▬▬▬▬▬ ▬▬ ▬▬▬ ▬▬ ▬▬▬ ▬ ▬▬▬▬ ▬▬ ▬▬▬ ▬▬ ▬ ▬▬▬▬▬ ▬▬ ▬▬▬ xyxy=(284,286,420,306)
ad-title: EASY TERMS OF PURCHASE IF DESIRED. xyxy=(429,801,551,820)
ad-title: THE FINE ESTATE HOMESTEAD KNOWN AS "WAIBURU" xyxy=(151,560,277,579)
advertisement xyxy=(974,585,1110,626)
ad-body: CATHEDRAL SQUARE (NEXT POST OFFICE). xyxy=(422,247,536,254)
price-headline: £600 xyxy=(613,203,643,220)
small-print-block: ▬▬ ▬▬▬ ▬ ▬▬▬▬ ▬▬ ▬▬▬ ▬▬ ▬ ▬▬▬▬▬ ▬▬ ▬▬▬ ▬▬ ▬▬▬ ▬ ▬▬▬▬ ▬▬ ▬▬▬ ▬▬ ▬ ▬▬▬▬▬ ▬▬ ▬▬▬ ▬▬ ▬▬▬ ▬ ▬▬▬▬ ▬▬ ▬▬▬ ▬▬ ▬ ▬▬▬▬▬ ▬▬ ▬▬▬ ▬▬ ▬▬▬ ▬ ▬▬▬▬ ▬▬ ▬▬▬ ▬▬ ▬ ▬▬▬▬▬ ▬▬ ▬▬▬ ▬▬ ▬▬▬ ▬ ▬▬▬▬ ▬▬ ▬▬▬ ▬▬ ▬ ▬▬▬▬▬ ▬▬ ▬▬▬ ▬▬ ▬▬▬ ▬ ▬▬▬▬ ▬▬ ▬▬▬ ▬▬ ▬ ▬▬▬▬▬ ▬▬ ▬▬▬ xyxy=(284,432,420,472)
advertisement xyxy=(146,625,282,692)
advertisement xyxy=(974,803,1110,886)
small-print-block: ▬▬ ▬▬▬ ▬ ▬▬▬▬ ▬▬ ▬▬▬ ▬▬ ▬ ▬▬▬▬▬ ▬▬ ▬▬▬ ▬▬ ▬▬▬ ▬ ▬▬▬▬ ▬▬ ▬▬▬ ▬▬ ▬ ▬▬▬▬▬ ▬▬ ▬▬▬ ▬▬ ▬▬▬ ▬ ▬▬▬▬ ▬▬ ▬▬▬ ▬▬ ▬ ▬▬▬▬▬ ▬▬ ▬▬▬ ▬▬ ▬▬▬ ▬ ▬▬▬▬ ▬▬ ▬▬▬ ▬▬ ▬ ▬▬▬▬▬ ▬▬ ▬▬▬ ▬▬ ▬▬▬ ▬ ▬▬▬▬ ▬▬ ▬▬▬ ▬▬ ▬ ▬▬▬▬▬ ▬▬ ▬▬▬ ▬▬ ▬▬▬ ▬ ▬▬▬▬ ▬▬ ▬▬▬ ▬▬ ▬ ▬▬▬▬▬ ▬▬ ▬▬▬ ▬▬ ▬▬▬ ▬ ▬▬▬▬ ▬▬ ▬▬▬ ▬▬ ▬ ▬▬▬▬▬ ▬▬ ▬▬▬ xyxy=(8,1137,144,1183)
ad-title: PRICE IS RIGHT. xyxy=(319,482,385,492)
column-5 xyxy=(560,48,696,1458)
ad-title: GOVERNMENT MORTGAGE. xyxy=(848,136,960,146)
small-print-block: ▬▬ ▬▬▬ ▬ ▬▬▬▬ ▬▬ ▬▬▬ ▬▬ ▬ ▬▬▬▬▬ ▬▬ ▬▬▬ ▬▬ ▬▬▬ ▬ ▬▬▬▬ ▬▬ ▬▬▬ ▬▬ ▬ ▬▬▬▬▬ ▬▬ ▬▬▬ ▬▬ ▬▬▬ ▬ ▬▬▬▬ ▬▬ ▬▬▬ ▬▬ ▬ ▬▬▬▬▬ ▬▬ ▬▬▬ ▬▬ ▬▬▬ ▬ ▬▬▬▬ ▬▬ ▬▬▬ ▬▬ ▬ ▬▬▬▬▬ ▬▬ ▬▬▬ ▬▬ ▬▬▬ ▬ ▬▬▬▬ ▬▬ ▬▬▬ ▬▬ ▬ ▬▬▬▬▬ ▬▬ ▬▬▬ ▬▬ ▬▬▬ ▬ ▬▬▬▬ ▬▬ ▬▬▬ ▬▬ ▬ ▬▬▬▬▬ ▬▬ ▬▬▬ xyxy=(422,675,558,715)
advertisement xyxy=(8,1342,144,1387)
advertisement xyxy=(560,64,696,151)
advertisement xyxy=(8,1234,144,1279)
ad-body: THIS DAY!! Commencing at 1 o'clock. xyxy=(422,80,512,86)
column-heading: AUCTIONS. xyxy=(560,48,696,61)
price-headline: £950. xyxy=(887,417,921,434)
small-print-block: ▬▬ ▬▬▬ ▬ ▬▬▬▬ ▬▬ ▬▬▬ ▬▬ ▬ ▬▬▬▬▬ ▬▬ ▬▬▬ ▬▬ ▬▬▬ ▬ ▬▬▬▬ ▬▬ ▬▬▬ ▬▬ ▬ ▬▬▬▬▬ ▬▬ ▬▬▬ ▬▬ ▬▬▬ ▬ ▬▬▬▬ ▬▬ ▬▬▬ ▬▬ ▬ ▬▬▬▬▬ ▬▬ ▬▬▬ ▬▬ ▬▬▬ ▬ ▬▬▬▬ ▬▬ ▬▬▬ ▬▬ ▬ ▬▬▬▬▬ ▬▬ ▬▬▬ ▬▬ ▬▬▬ ▬ ▬▬▬▬ ▬▬ ▬▬▬ ▬▬ ▬ ▬▬▬▬▬ ▬▬ ▬▬▬ ▬▬ ▬▬▬ ▬ ▬▬▬▬ ▬▬ ▬▬▬ ▬▬ ▬ ▬▬▬▬▬ ▬▬ ▬▬▬ ▬▬ ▬▬▬ ▬ ▬▬▬▬ ▬▬ ▬▬▬ ▬▬ ▬ ▬▬▬▬▬ ▬▬ ▬▬▬ xyxy=(974,533,1110,579)
ad-title: TONKS, NORTON AND CO., LTD. xyxy=(152,1019,276,1029)
column-8 xyxy=(974,48,1110,1458)
ad-body: IMPORTANT AUCTION SALE. THIS DAY, At 1 p.m. xyxy=(284,80,409,86)
masthead-rule xyxy=(8,44,1106,46)
advertisement xyxy=(8,779,144,853)
advertisement xyxy=(974,736,1110,803)
advertisement xyxy=(284,270,420,311)
small-print-block: ▬▬ ▬▬▬ ▬ ▬▬▬▬ ▬▬ ▬▬▬ ▬▬ ▬ ▬▬▬▬▬ ▬▬ ▬▬▬ ▬▬ ▬▬▬ ▬ ▬▬▬▬ ▬▬ ▬▬▬ ▬▬ ▬ ▬▬▬▬▬ ▬▬ ▬▬▬ ▬▬ ▬▬▬ ▬ ▬▬▬▬ ▬▬ ▬▬▬ ▬▬ ▬ ▬▬▬▬▬ ▬▬ ▬▬▬ ▬▬ ▬▬▬ ▬ ▬▬▬▬ ▬▬ ▬▬▬ ▬▬ ▬ ▬▬▬▬▬ ▬▬ ▬▬▬ xyxy=(146,93,282,119)
price-headline: £700 xyxy=(613,157,643,174)
ad-title: SALE OF HARBOUR BOARD LEASES. xyxy=(436,967,544,986)
small-print-block: ▬▬ ▬▬▬ ▬ ▬▬▬▬ ▬▬ ▬▬▬ ▬▬ ▬ ▬▬▬▬▬ ▬▬ ▬▬▬ ▬▬ ▬▬▬ ▬ ▬▬▬▬ ▬▬ ▬▬▬ ▬▬ ▬ ▬▬▬▬▬ ▬▬ ▬▬▬ xyxy=(8,1260,144,1274)
small-print-block: ▬▬ ▬▬▬ ▬ ▬▬▬▬ ▬▬ ▬▬▬ ▬▬ ▬ ▬▬▬▬▬ ▬▬ ▬▬▬ ▬▬ ▬▬▬ ▬ ▬▬▬▬ ▬▬ ▬▬▬ ▬▬ ▬ ▬▬▬▬▬ ▬▬ ▬▬▬ ▬▬ ▬▬▬ ▬ ▬▬▬▬ ▬▬ ▬▬▬ ▬▬ ▬ ▬▬▬▬▬ ▬▬ ▬▬▬ ▬▬ ▬▬▬ ▬ ▬▬▬▬ ▬▬ ▬▬▬ ▬▬ ▬ ▬▬▬▬▬ ▬▬ ▬▬▬ ▬▬ ▬▬▬ ▬ ▬▬▬▬ ▬▬ ▬▬▬ ▬▬ ▬ ▬▬▬▬▬ ▬▬ ▬▬▬ xyxy=(560,562,696,595)
ad-title: HALLENSTEIN'S BUILDINGS. xyxy=(985,589,1099,599)
ad-body: 7 MAIN ROOMS, 2-STOREY, AND SLEEPING-OUT BALCONY. WHAT MAKES IT A GEM? xyxy=(8,523,144,536)
ad-title: TAPESTRY RUNNERS xyxy=(448,455,532,465)
advertisement xyxy=(146,928,282,973)
advertisement xyxy=(836,882,972,923)
ad-title: MOCKETT'S MOTORS. xyxy=(170,1079,258,1089)
ad-title: VERY SUPERIOR MODERN TILED RESIDENCE, xyxy=(10,998,142,1017)
advertisement xyxy=(974,358,1110,434)
advertisement xyxy=(698,765,834,826)
advertisement xyxy=(8,1070,144,1115)
small-print-block: ▬▬ ▬▬▬ ▬ ▬▬▬▬ ▬▬ ▬▬▬ ▬▬ ▬ ▬▬▬▬▬ ▬▬ ▬▬▬ ▬▬ ▬▬▬ ▬ ▬▬▬▬ ▬▬ ▬▬▬ ▬▬ ▬ ▬▬▬▬▬ ▬▬ ▬▬▬ ▬▬ ▬▬▬ ▬ ▬▬▬▬ ▬▬ ▬▬▬ ▬▬ ▬ ▬▬▬▬▬ ▬▬ ▬▬▬ ▬▬ ▬▬▬ ▬ ▬▬▬▬ ▬▬ ▬▬▬ ▬▬ ▬ ▬▬▬▬▬ ▬▬ ▬▬▬ ▬▬ ▬▬▬ ▬ ▬▬▬▬ ▬▬ ▬▬▬ ▬▬ ▬ ▬▬▬▬▬ ▬▬ ▬▬▬ ▬▬ ▬▬▬ ▬ ▬▬▬▬ ▬▬ ▬▬▬ ▬▬ ▬ ▬▬▬▬▬ ▬▬ ▬▬▬ xyxy=(284,149,420,189)
advertisement xyxy=(284,545,420,592)
ad-title: CURTAININGS— xyxy=(457,664,523,674)
price-headline: £1000. xyxy=(55,1348,97,1365)
small-print-block: ▬▬ ▬▬▬ ▬ ▬▬▬▬ ▬▬ ▬▬▬ ▬▬ ▬ ▬▬▬▬▬ ▬▬ ▬▬▬ ▬▬ ▬▬▬ ▬ ▬▬▬▬ ▬▬ ▬▬▬ ▬▬ ▬ ▬▬▬▬▬ ▬▬ ▬▬▬ ▬▬ ▬▬▬ ▬ ▬▬▬▬ ▬▬ ▬▬▬ ▬▬ ▬ ▬▬▬▬▬ ▬▬ ▬▬▬ ▬▬ ▬▬▬ ▬ ▬▬▬▬ ▬▬ ▬▬▬ ▬▬ ▬ ▬▬▬▬▬ ▬▬ ▬▬▬ ▬▬ ▬▬▬ ▬ ▬▬▬▬ ▬▬ ▬▬▬ ▬▬ ▬ ▬▬▬▬▬ ▬▬ ▬▬▬ ▬▬ ▬▬▬ ▬ ▬▬▬▬ ▬▬ ▬▬▬ ▬▬ ▬ ▬▬▬▬▬ ▬▬ ▬▬▬ xyxy=(8,261,144,301)
ad-title: W. E. SIMES AND CO. xyxy=(173,69,255,78)
ad-title: PERPETUAL LEASES AT LOW RENTALS. xyxy=(432,1037,548,1056)
advertisement xyxy=(836,923,972,970)
small-print-block: ▬▬ ▬▬▬ ▬ ▬▬▬▬ ▬▬ ▬▬▬ ▬▬ ▬ ▬▬▬▬▬ ▬▬ ▬▬▬ ▬▬ ▬▬▬ ▬ ▬▬▬▬ ▬▬ ▬▬▬ ▬▬ ▬ ▬▬▬▬▬ ▬▬ ▬▬▬ xyxy=(698,699,834,713)
advertisement xyxy=(974,435,1110,505)
ad-body: 144-146 HEREFORD STREET. FOR PRIVATE SALE. xyxy=(146,510,272,517)
small-print-block: ▬▬ ▬▬▬ ▬ ▬▬▬▬ ▬▬ ▬▬▬ ▬▬ ▬ ▬▬▬▬▬ ▬▬ ▬▬▬ ▬▬ ▬▬▬ ▬ ▬▬▬▬ ▬▬ ▬▬▬ ▬▬ ▬ ▬▬▬▬▬ ▬▬ ▬▬▬ xyxy=(560,223,696,236)
small-print-block: ▬▬ ▬▬▬ ▬ ▬▬▬▬ ▬▬ ▬▬▬ ▬▬ ▬ ▬▬▬▬▬ ▬▬ ▬▬▬ ▬▬ ▬▬▬ ▬ ▬▬▬▬ ▬▬ ▬▬▬ ▬▬ ▬ ▬▬▬▬▬ ▬▬ ▬▬▬ ▬▬ ▬▬▬ ▬ ▬▬▬▬ ▬▬ ▬▬▬ ▬▬ ▬ ▬▬▬▬▬ ▬▬ ▬▬▬ ▬▬ ▬▬▬ ▬ ▬▬▬▬ ▬▬ ▬▬▬ ▬▬ ▬ ▬▬▬▬▬ ▬▬ ▬▬▬ ▬▬ ▬▬▬ ▬ ▬▬▬▬ ▬▬ ▬▬▬ ▬▬ ▬ ▬▬▬▬▬ ▬▬ ▬▬▬ ▬▬ ▬▬▬ ▬ ▬▬▬▬ ▬▬ ▬▬▬ ▬▬ ▬ ▬▬▬▬▬ ▬▬ ▬▬▬ ▬▬ ▬▬▬ ▬ ▬▬▬▬ ▬▬ ▬▬▬ ▬▬ ▬ ▬▬▬▬▬ ▬▬ ▬▬▬ xyxy=(284,493,420,539)
small-print-block: ▬▬ ▬▬▬ ▬ ▬▬▬▬ ▬▬ ▬▬▬ ▬▬ ▬ ▬▬▬▬▬ ▬▬ ▬▬▬ ▬▬ ▬▬▬ ▬ ▬▬▬▬ ▬▬ ▬▬▬ ▬▬ ▬ ▬▬▬▬▬ ▬▬ ▬▬▬ ▬▬ ▬▬▬ ▬ ▬▬▬▬ ▬▬ ▬▬▬ ▬▬ ▬ ▬▬▬▬▬ ▬▬ ▬▬▬ ▬▬ ▬▬▬ ▬ ▬▬▬▬ ▬▬ ▬▬▬ ▬▬ ▬ ▬▬▬▬▬ ▬▬ ▬▬▬ ▬▬ ▬▬▬ ▬ ▬▬▬▬ ▬▬ ▬▬▬ ▬▬ ▬ ▬▬▬▬▬ ▬▬ ▬▬▬ ▬▬ ▬▬▬ ▬ ▬▬▬▬ ▬▬ ▬▬▬ ▬▬ ▬ ▬▬▬▬▬ ▬▬ ▬▬▬ ▬▬ ▬▬▬ ▬ ▬▬▬▬ ▬▬ ▬▬▬ ▬▬ ▬ ▬▬▬▬▬ ▬▬ ▬▬▬ xyxy=(698,621,834,668)
ad-title: NEW ZEALAND LOAN AND MERCANTILE AGENCY CO., LTD. xyxy=(425,898,555,917)
advertisement xyxy=(560,445,696,492)
advertisement xyxy=(284,929,420,983)
advertisement xyxy=(974,673,1110,736)
ad-body: WHAKATANE BUSINESS SITES. xyxy=(422,918,503,925)
small-print-block: ▬▬ ▬▬▬ ▬ ▬▬▬▬ ▬▬ ▬▬▬ ▬▬ ▬ ▬▬▬▬▬ ▬▬ ▬▬▬ ▬▬ ▬▬▬ ▬ ▬▬▬▬ ▬▬ ▬▬▬ ▬▬ ▬ ▬▬▬▬▬ ▬▬ ▬▬▬ ▬▬ ▬▬▬ ▬ ▬▬▬▬ ▬▬ ▬▬▬ ▬▬ ▬ ▬▬▬▬▬ ▬▬ ▬▬▬ ▬▬ ▬▬▬ ▬ ▬▬▬▬ ▬▬ ▬▬▬ ▬▬ ▬ ▬▬▬▬▬ ▬▬ ▬▬▬ ▬▬ ▬▬▬ ▬ ▬▬▬▬ ▬▬ ▬▬▬ ▬▬ ▬ ▬▬▬▬▬ ▬▬ ▬▬▬ ▬▬ ▬▬▬ ▬ ▬▬▬▬ ▬▬ ▬▬▬ ▬▬ ▬ ▬▬▬▬▬ ▬▬ ▬▬▬ ▬▬ ▬▬▬ ▬ ▬▬▬▬ ▬▬ ▬▬▬ ▬▬ ▬ ▬▬▬▬▬ ▬▬ ▬▬▬ xyxy=(422,745,558,791)
ad-title: HILLARY AND BAXTER. xyxy=(719,473,813,483)
small-print-block: ▬▬ ▬▬▬ ▬ ▬▬▬▬ ▬▬ ▬▬▬ ▬▬ ▬ ▬▬▬▬▬ ▬▬ ▬▬▬ ▬▬ ▬▬▬ ▬ ▬▬▬▬ ▬▬ ▬▬▬ ▬▬ ▬ ▬▬▬▬▬ ▬▬ ▬▬▬ xyxy=(8,1096,144,1110)
small-print-block: ▬▬ ▬▬▬ ▬ ▬▬▬▬ ▬▬ ▬▬▬ ▬▬ ▬ ▬▬▬▬▬ ▬▬ ▬▬▬ ▬▬ ▬▬▬ ▬ ▬▬▬▬ ▬▬ ▬▬▬ ▬▬ ▬ ▬▬▬▬▬ ▬▬ ▬▬▬ xyxy=(8,607,144,621)
advertisement xyxy=(284,639,420,684)
small-print-block: ▬▬ ▬▬▬ ▬ ▬▬▬▬ ▬▬ ▬▬▬ ▬▬ ▬ ▬▬▬▬▬ ▬▬ ▬▬▬ ▬▬ ▬▬▬ ▬ ▬▬▬▬ ▬▬ ▬▬▬ ▬▬ ▬ ▬▬▬▬▬ ▬▬ ▬▬▬ ▬▬ ▬▬▬ ▬ ▬▬▬▬ ▬▬ ▬▬▬ ▬▬ ▬ ▬▬▬▬▬ ▬▬ ▬▬▬ ▬▬ ▬▬▬ ▬ ▬▬▬▬ ▬▬ ▬▬▬ ▬▬ ▬ ▬▬▬▬▬ ▬▬ ▬▬▬ xyxy=(8,702,144,729)
ad-title: R. S. MCKENZIE AND CO. xyxy=(579,246,677,256)
ad-title: AS ARRANGED. xyxy=(873,819,934,829)
price-headline: £600 xyxy=(61,587,91,604)
ad-title: SATURDAY, MARCH 9TH, 12 NOON. xyxy=(146,129,282,139)
column-rule xyxy=(972,48,973,1458)
small-print-block: ▬▬ ▬▬▬ ▬ ▬▬▬▬ ▬▬ ▬▬▬ ▬▬ ▬ ▬▬▬▬▬ ▬▬ ▬▬▬ ▬▬ ▬▬▬ ▬ ▬▬▬▬ ▬▬ ▬▬▬ ▬▬ ▬ ▬▬▬▬▬ ▬▬ ▬▬▬ ▬▬ ▬▬▬ ▬ ▬▬▬▬ ▬▬ ▬▬▬ ▬▬ ▬ ▬▬▬▬▬ ▬▬ ▬▬▬ ▬▬ ▬▬▬ ▬ ▬▬▬▬ ▬▬ ▬▬▬ ▬▬ ▬ ▬▬▬▬▬ ▬▬ ▬▬▬ ▬▬ ▬▬▬ ▬ ▬▬▬▬ ▬▬ ▬▬▬ ▬▬ ▬ ▬▬▬▬▬ ▬▬ ▬▬▬ ▬▬ ▬▬▬ ▬ ▬▬▬▬ ▬▬ ▬▬▬ ▬▬ ▬ ▬▬▬▬▬ ▬▬ ▬▬▬ ▬▬ ▬▬▬ ▬ ▬▬▬▬ ▬▬ ▬▬▬ ▬▬ ▬ ▬▬▬▬▬ ▬▬ ▬▬▬ xyxy=(146,640,282,687)
small-print-block: ▬▬ ▬▬▬ ▬ ▬▬▬▬ ▬▬ ▬▬▬ ▬▬ ▬ ▬▬▬▬▬ ▬▬ ▬▬▬ ▬▬ ▬▬▬ ▬ ▬▬▬▬ ▬▬ ▬▬▬ ▬▬ ▬ ▬▬▬▬▬ ▬▬ ▬▬▬ ▬▬ ▬▬▬ ▬ ▬▬▬▬ ▬▬ ▬▬▬ ▬▬ ▬ ▬▬▬▬▬ ▬▬ ▬▬▬ ▬▬ ▬▬▬ ▬ ▬▬▬▬ ▬▬ ▬▬▬ ▬▬ ▬ ▬▬▬▬▬ ▬▬ ▬▬▬ xyxy=(146,436,282,462)
ad-title: LINOLEUMS! xyxy=(464,610,516,620)
advertisement xyxy=(560,295,696,371)
ad-body: LAND, ESTATE, STOCK AND STATION AGENT, AND VALUATOR, CATHEDRAL SQUARE AND HEREFORD STREET. xyxy=(698,80,834,100)
ad-title: CLARIDGE AND SMITH, xyxy=(581,497,675,507)
ad-body: PEDIGREE SHEEP. xyxy=(560,320,607,327)
advertisement xyxy=(836,568,972,633)
ad-title: 2 ACRES, SHAND'S TRACK, HORNBY. xyxy=(23,404,129,423)
advertisement xyxy=(422,1032,558,1108)
ad-title: HILLARY AND BAXTER, xyxy=(719,722,813,732)
small-print-block: ▬▬ ▬▬▬ ▬ ▬▬▬▬ ▬▬ ▬▬▬ ▬▬ ▬ ▬▬▬▬▬ ▬▬ ▬▬▬ ▬▬ ▬▬▬ ▬ ▬▬▬▬ ▬▬ ▬▬▬ ▬▬ ▬ ▬▬▬▬▬ ▬▬ ▬▬▬ xyxy=(836,437,972,450)
column-rule xyxy=(558,48,559,1458)
advertisement xyxy=(836,131,972,185)
advertisement xyxy=(284,125,420,195)
small-print-block: ▬▬ ▬▬▬ ▬ ▬▬▬▬ ▬▬ ▬▬▬ ▬▬ ▬ ▬▬▬▬▬ ▬▬ ▬▬▬ ▬▬ ▬▬▬ ▬ ▬▬▬▬ ▬▬ ▬▬▬ ▬▬ ▬ ▬▬▬▬▬ ▬▬ ▬▬▬ ▬▬ ▬▬▬ ▬ ▬▬▬▬ ▬▬ ▬▬▬ ▬▬ ▬ ▬▬▬▬▬ ▬▬ ▬▬▬ xyxy=(422,821,558,841)
advertisement xyxy=(698,286,834,362)
price-headline: £1450. xyxy=(55,633,97,650)
advertisement xyxy=(146,555,282,625)
column-heading: AUCTIONS. xyxy=(284,48,420,61)
column-rule xyxy=(144,48,145,1458)
small-print-block: ▬▬ ▬▬▬ ▬ ▬▬▬▬ ▬▬ ▬▬▬ ▬▬ ▬ ▬▬▬▬▬ ▬▬ ▬▬▬ ▬▬ ▬▬▬ ▬ ▬▬▬▬ ▬▬ ▬▬▬ ▬▬ ▬ ▬▬▬▬▬ ▬▬ ▬▬▬ ▬▬ ▬▬▬ ▬ ▬▬▬▬ ▬▬ ▬▬▬ ▬▬ ▬ ▬▬▬▬▬ ▬▬ ▬▬▬ ▬▬ ▬▬▬ ▬ ▬▬▬▬ ▬▬ ▬▬▬ ▬▬ ▬ ▬▬▬▬▬ ▬▬ ▬▬▬ ▬▬ ▬▬▬ ▬ ▬▬▬▬ ▬▬ ▬▬▬ ▬▬ ▬ ▬▬▬▬▬ ▬▬ ▬▬▬ xyxy=(284,86,420,119)
ad-title: A GEM OF A PLACE. xyxy=(37,512,115,522)
ad-title: GOVERNMENT MORTGAGE. xyxy=(848,304,960,314)
ad-title: DANCING, DEPORTMENT, PHYSICAL CULTURE. xyxy=(991,190,1093,209)
small-print-block: ▬▬ ▬▬▬ ▬ ▬▬▬▬ ▬▬ ▬▬▬ ▬▬ ▬ ▬▬▬▬▬ ▬▬ ▬▬▬ ▬▬ ▬▬▬ ▬ ▬▬▬▬ ▬▬ ▬▬▬ ▬▬ ▬ ▬▬▬▬▬ ▬▬ ▬▬▬ ▬▬ ▬▬▬ ▬ ▬▬▬▬ ▬▬ ▬▬▬ ▬▬ ▬ ▬▬▬▬▬ ▬▬ ▬▬▬ xyxy=(836,608,972,628)
small-print-block: ▬▬ ▬▬▬ ▬ ▬▬▬▬ ▬▬ ▬▬▬ ▬▬ ▬ ▬▬▬▬▬ ▬▬ ▬▬▬ ▬▬ ▬▬▬ ▬ ▬▬▬▬ ▬▬ ▬▬▬ ▬▬ ▬ ▬▬▬▬▬ ▬▬ ▬▬▬ ▬▬ ▬▬▬ ▬ ▬▬▬▬ ▬▬ ▬▬▬ ▬▬ ▬ ▬▬▬▬▬ ▬▬ ▬▬▬ ▬▬ ▬▬▬ ▬ ▬▬▬▬ ▬▬ ▬▬▬ ▬▬ ▬ ▬▬▬▬▬ ▬▬ ▬▬▬ ▬▬ ▬▬▬ ▬ ▬▬▬▬ ▬▬ ▬▬▬ ▬▬ ▬ ▬▬▬▬▬ ▬▬ ▬▬▬ ▬▬ ▬▬▬ ▬ ▬▬▬▬ ▬▬ ▬▬▬ ▬▬ ▬ ▬▬▬▬▬ ▬▬ ▬▬▬ xyxy=(560,623,696,663)
ad-title: GOOD LAND—IDEAL CLIMATE. xyxy=(842,638,966,648)
ad-title: H. MATSON AND CO. xyxy=(36,69,116,78)
small-print-block: ▬▬ ▬▬▬ ▬ ▬▬▬▬ ▬▬ ▬▬▬ ▬▬ ▬ ▬▬▬▬▬ ▬▬ ▬▬▬ ▬▬ ▬▬▬ ▬ ▬▬▬▬ ▬▬ ▬▬▬ ▬▬ ▬ ▬▬▬▬▬ ▬▬ ▬▬▬ xyxy=(8,214,144,228)
ad-body: GERALDINE-ORARI SERVICE. xyxy=(560,683,637,690)
ad-body: PUBLIC AUCTION. xyxy=(560,555,608,562)
small-print-block: ▬▬ ▬▬▬ ▬ ▬▬▬▬ ▬▬ ▬▬▬ ▬▬ ▬ ▬▬▬▬▬ ▬▬ ▬▬▬ ▬▬ ▬▬▬ ▬ ▬▬▬▬ ▬▬ ▬▬▬ ▬▬ ▬ ▬▬▬▬▬ ▬▬ ▬▬▬ xyxy=(284,385,420,399)
advertisement xyxy=(8,671,144,734)
advertisement xyxy=(422,336,558,390)
small-print-block: ▬▬ ▬▬▬ ▬ ▬▬▬▬ ▬▬ ▬▬▬ ▬▬ ▬ ▬▬▬▬▬ ▬▬ ▬▬▬ ▬▬ ▬▬▬ ▬ ▬▬▬▬ ▬▬ ▬▬▬ ▬▬ ▬ ▬▬▬▬▬ ▬▬ ▬▬▬ ▬▬ ▬▬▬ ▬ ▬▬▬▬ ▬▬ ▬▬▬ ▬▬ ▬ ▬▬▬▬▬ ▬▬ ▬▬▬ ▬▬ ▬▬▬ ▬ ▬▬▬▬ ▬▬ ▬▬▬ ▬▬ ▬ ▬▬▬▬▬ ▬▬ ▬▬▬ ▬▬ ▬▬▬ ▬ ▬▬▬▬ ▬▬ ▬▬▬ ▬▬ ▬ ▬▬▬▬▬ ▬▬ ▬▬▬ xyxy=(974,697,1110,731)
small-print-block: ▬▬ ▬▬▬ ▬ ▬▬▬▬ ▬▬ ▬▬▬ ▬▬ ▬ ▬▬▬▬▬ ▬▬ ▬▬▬ ▬▬ ▬▬▬ ▬ ▬▬▬▬ ▬▬ ▬▬▬ ▬▬ ▬ ▬▬▬▬▬ ▬▬ ▬▬▬ ▬▬ ▬▬▬ ▬ ▬▬▬▬ ▬▬ ▬▬▬ ▬▬ ▬ ▬▬▬▬▬ ▬▬ ▬▬▬ ▬▬ ▬▬▬ ▬ ▬▬▬▬ ▬▬ ▬▬▬ ▬▬ ▬ ▬▬▬▬▬ ▬▬ ▬▬▬ ▬▬ ▬▬▬ ▬ ▬▬▬▬ ▬▬ ▬▬▬ ▬▬ ▬ ▬▬▬▬▬ ▬▬ ▬▬▬ ▬▬ ▬▬▬ ▬ ▬▬▬▬ ▬▬ ▬▬▬ ▬▬ ▬ ▬▬▬▬▬ ▬▬ ▬▬▬ xyxy=(422,987,558,1027)
price-headline: £650. xyxy=(887,261,921,278)
advertisement xyxy=(146,974,282,1015)
small-print-block: ▬▬ ▬▬▬ ▬ ▬▬▬▬ ▬▬ ▬▬▬ ▬▬ ▬ ▬▬▬▬▬ ▬▬ ▬▬▬ ▬▬ ▬▬▬ ▬ ▬▬▬▬ ▬▬ ▬▬▬ ▬▬ ▬ ▬▬▬▬▬ ▬▬ ▬▬▬ ▬▬ ▬▬▬ ▬ ▬▬▬▬ ▬▬ ▬▬▬ ▬▬ ▬ ▬▬▬▬▬ ▬▬ ▬▬▬ ▬▬ ▬▬▬ ▬ ▬▬▬▬ ▬▬ ▬▬▬ ▬▬ ▬ ▬▬▬▬▬ ▬▬ ▬▬▬ ▬▬ ▬▬▬ ▬ ▬▬▬▬ ▬▬ ▬▬▬ ▬▬ ▬ ▬▬▬▬▬ ▬▬ ▬▬▬ xyxy=(146,140,282,173)
ad-title: PRIVATE BUILDING HOUSE xyxy=(22,356,130,366)
advertisement xyxy=(698,125,834,172)
advertisement xyxy=(560,601,696,668)
small-print-block: ▬▬ ▬▬▬ ▬ ▬▬▬▬ ▬▬ ▬▬▬ ▬▬ ▬ ▬▬▬▬▬ ▬▬ ▬▬▬ ▬▬ ▬▬▬ ▬ ▬▬▬▬ ▬▬ ▬▬▬ ▬▬ ▬ ▬▬▬▬▬ ▬▬ ▬▬▬ xyxy=(8,880,144,893)
advertisement xyxy=(560,196,696,241)
ad-title: TO ALL INTERESTED IN ACCOUNTANCY xyxy=(995,363,1089,382)
ad-body: THIS DAY THURSDAY, MARCH 7th, Sale 11 o'clock. xyxy=(560,461,686,468)
small-print-block: ▬▬ ▬▬▬ ▬ ▬▬▬▬ ▬▬ ▬▬▬ ▬▬ ▬ ▬▬▬▬▬ ▬▬ ▬▬▬ ▬▬ ▬▬▬ ▬ ▬▬▬▬ ▬▬ ▬▬▬ ▬▬ ▬ ▬▬▬▬▬ ▬▬ ▬▬▬ ▬▬ ▬▬▬ ▬ ▬▬▬▬ ▬▬ ▬▬▬ ▬▬ ▬ ▬▬▬▬▬ ▬▬ ▬▬▬ ▬▬ ▬▬▬ ▬ ▬▬▬▬ ▬▬ ▬▬▬ ▬▬ ▬ ▬▬▬▬▬ ▬▬ ▬▬▬ ▬▬ ▬▬▬ ▬ ▬▬▬▬ ▬▬ ▬▬▬ ▬▬ ▬ ▬▬▬▬▬ ▬▬ ▬▬▬ ▬▬ ▬▬▬ ▬ ▬▬▬▬ ▬▬ ▬▬▬ ▬▬ ▬ ▬▬▬▬▬ ▬▬ ▬▬▬ xyxy=(146,883,282,923)
ad-body: ON WEDNESDAY, MARCH 20th xyxy=(560,387,639,394)
ad-title: FARMERS' SALEYARDS, xyxy=(581,544,675,554)
small-print-block: ▬▬ ▬▬▬ ▬ ▬▬▬▬ ▬▬ ▬▬▬ ▬▬ ▬ ▬▬▬▬▬ ▬▬ ▬▬▬ ▬▬ ▬▬▬ ▬ ▬▬▬▬ ▬▬ ▬▬▬ ▬▬ ▬ ▬▬▬▬▬ ▬▬ ▬▬▬ ▬▬ ▬▬▬ ▬ ▬▬▬▬ ▬▬ ▬▬▬ ▬▬ ▬ ▬▬▬▬▬ ▬▬ ▬▬▬ ▬▬ ▬▬▬ ▬ ▬▬▬▬ ▬▬ ▬▬▬ ▬▬ ▬ ▬▬▬▬▬ ▬▬ ▬▬▬ ▬▬ ▬▬▬ ▬ ▬▬▬▬ ▬▬ ▬▬▬ ▬▬ ▬ ▬▬▬▬▬ ▬▬ ▬▬▬ ▬▬ ▬▬▬ ▬ ▬▬▬▬ ▬▬ ▬▬▬ ▬▬ ▬ ▬▬▬▬▬ ▬▬ ▬▬▬ xyxy=(836,478,972,517)
advertisement xyxy=(8,1115,144,1189)
small-print-block: ▬▬ ▬▬▬ ▬ ▬▬▬▬ ▬▬ ▬▬▬ ▬▬ ▬ ▬▬▬▬▬ ▬▬ ▬▬▬ ▬▬ ▬▬▬ ▬ ▬▬▬▬ ▬▬ ▬▬▬ ▬▬ ▬ ▬▬▬▬▬ ▬▬ ▬▬▬ ▬▬ ▬▬▬ ▬ ▬▬▬▬ ▬▬ ▬▬▬ ▬▬ ▬ ▬▬▬▬▬ ▬▬ ▬▬▬ ▬▬ ▬▬▬ ▬ ▬▬▬▬ ▬▬ ▬▬▬ ▬▬ ▬ ▬▬▬▬▬ ▬▬ ▬▬▬ xyxy=(284,897,420,924)
advertisement xyxy=(8,948,144,993)
ad-title: DANCING. xyxy=(1021,129,1063,139)
small-print-block: ▬▬ ▬▬▬ ▬ ▬▬▬▬ ▬▬ ▬▬▬ ▬▬ ▬ ▬▬▬▬▬ ▬▬ ▬▬▬ ▬▬ ▬▬▬ ▬ ▬▬▬▬ ▬▬ ▬▬▬ ▬▬ ▬ ▬▬▬▬▬ ▬▬ ▬▬▬ xyxy=(8,761,144,774)
ad-title: THE CHEAPEST AUCTION ROOM IN THE CITY. xyxy=(287,877,417,896)
column-6 xyxy=(698,48,834,1458)
advertisement xyxy=(836,633,972,680)
